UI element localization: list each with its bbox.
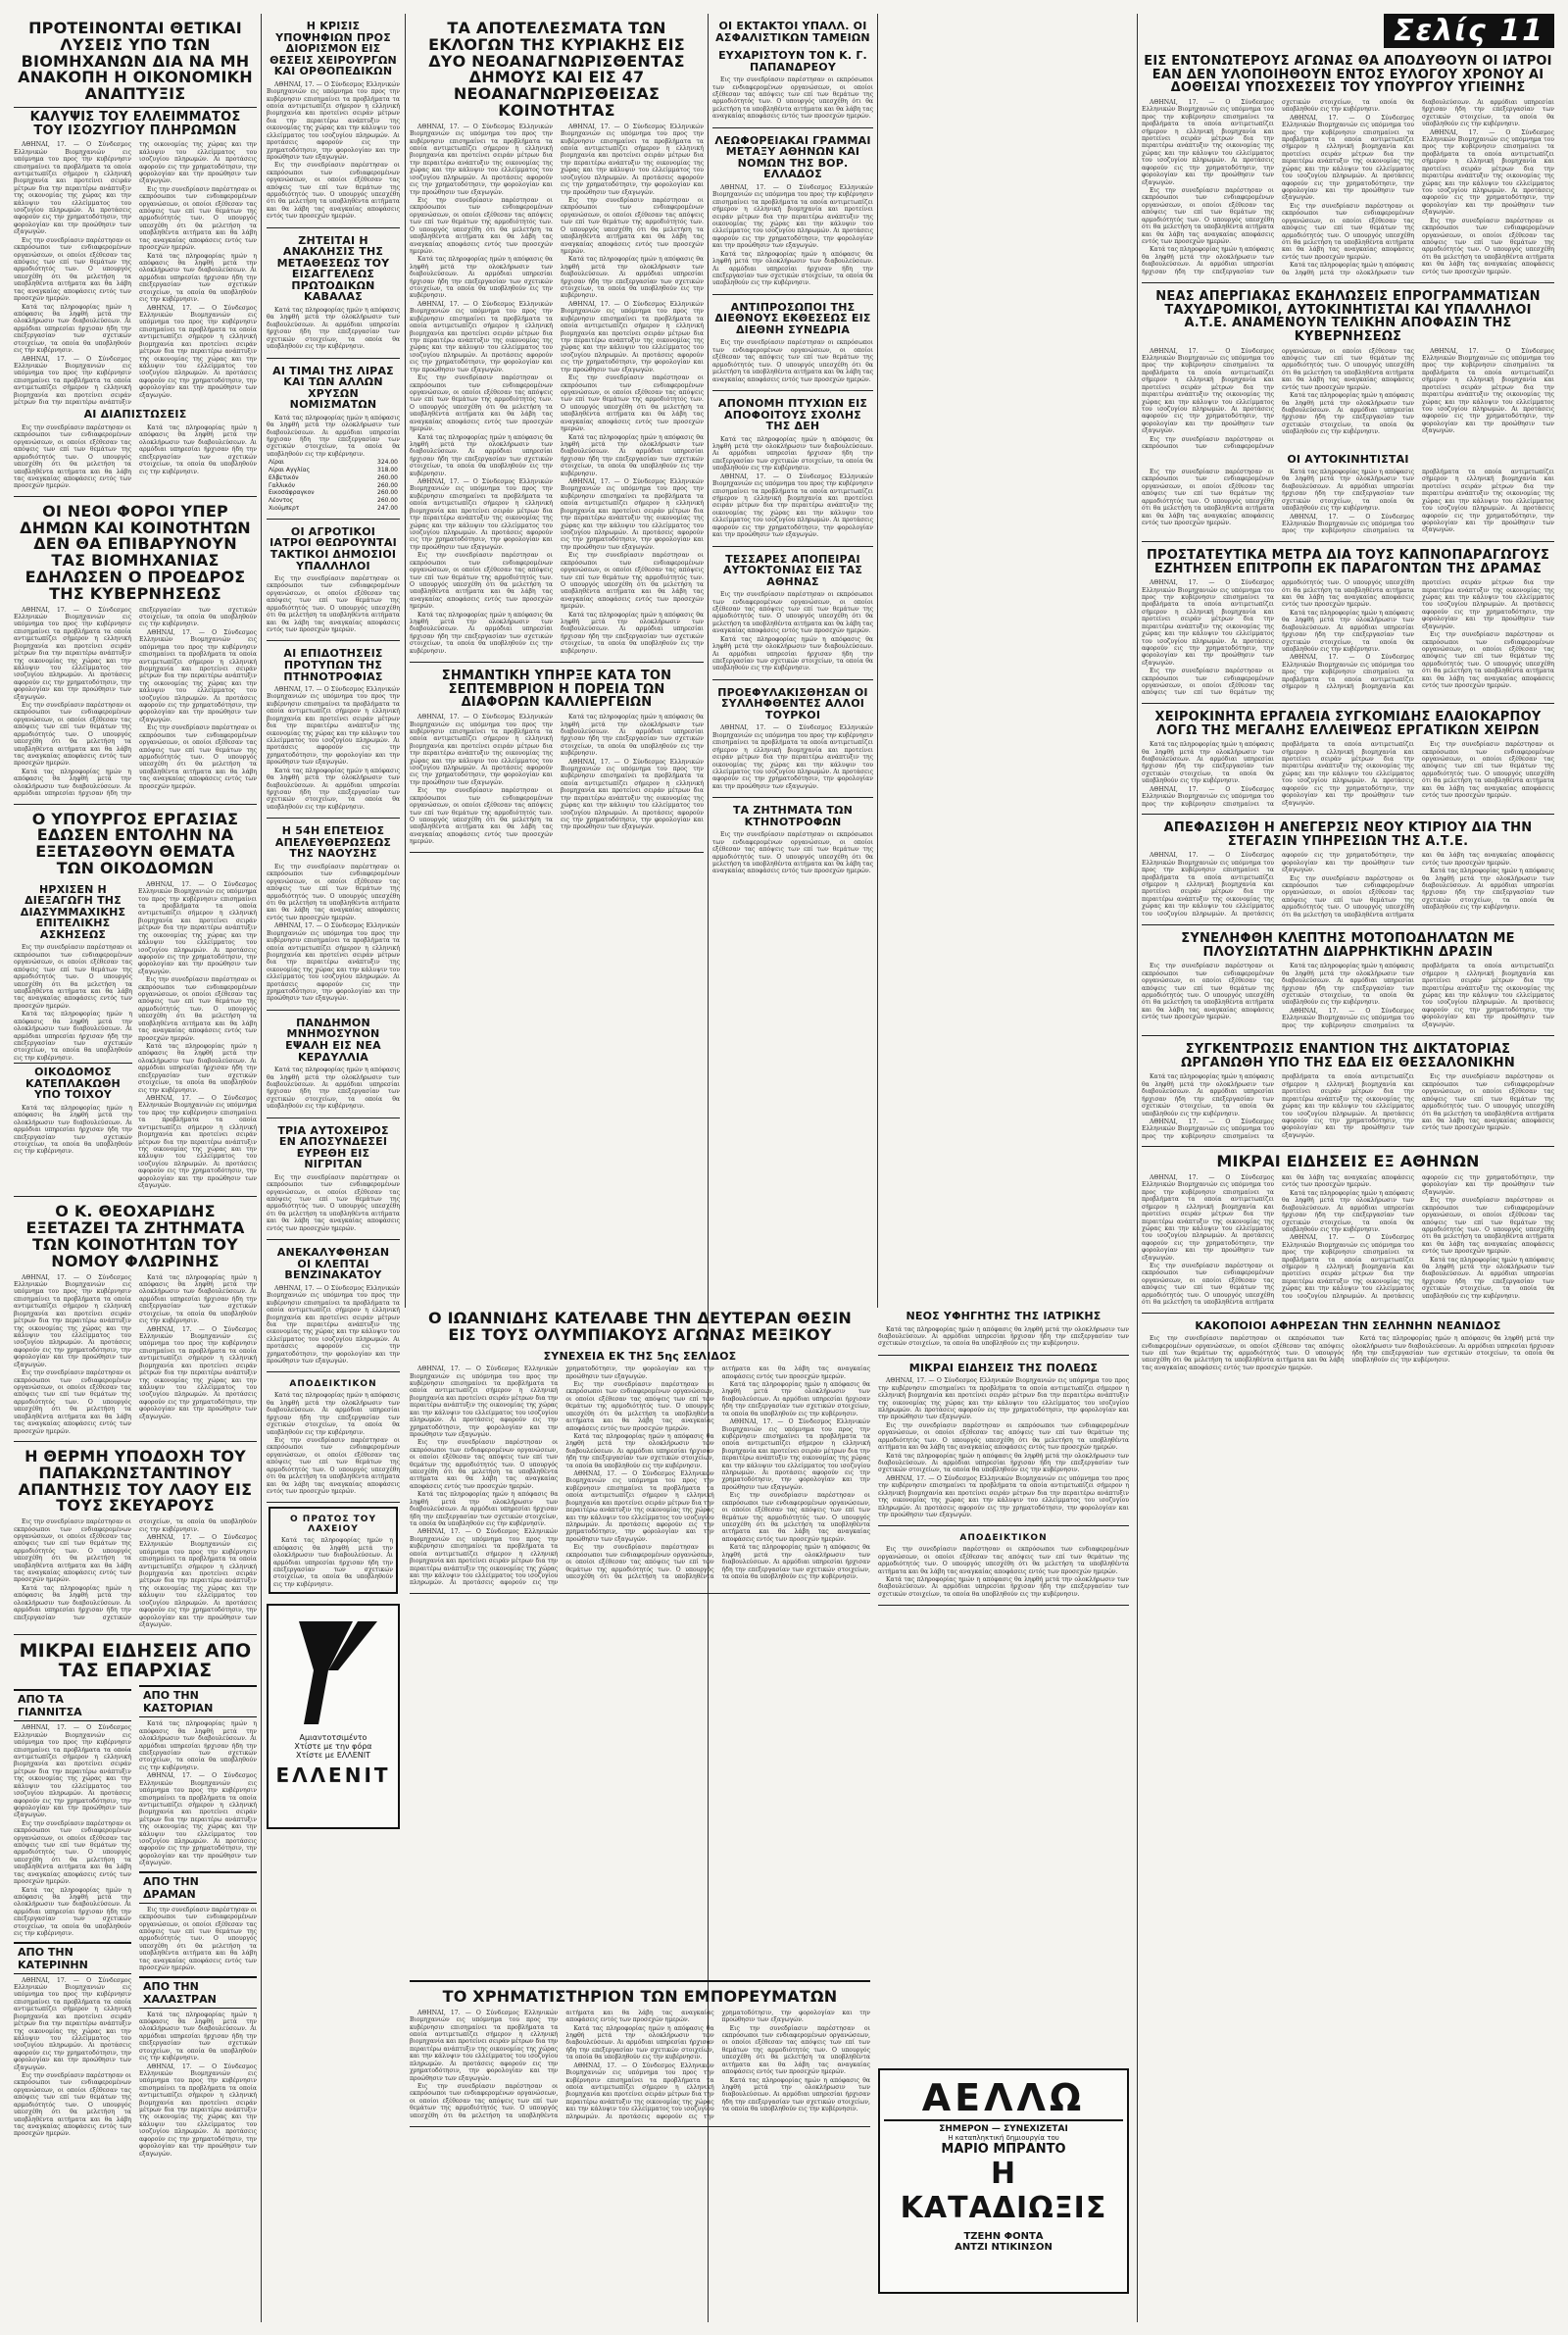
headline: ΤΟ ΧΡΗΜΑΤΙΣΤΗΡΙΟΝ ΤΩΝ ΕΜΠΟΡΕΥΜΑΤΩΝ bbox=[442, 1987, 838, 2006]
headline: ΠΡΟΕΦΥΛΑΚΙΣΘΗΣΑΝ ΟΙ ΣΥΛΛΗΦΘΕΝΤΕΣ ΑΛΛΟΙ ΤΟΥΡΚΟΙ bbox=[717, 685, 868, 721]
notice-title: ΑΠΟΔΕΙΚΤΙΚΟΝ bbox=[289, 1379, 377, 1390]
article-crops: ΣΗΜΑΝΤΙΚΗ ΥΠΗΡΞΕ ΚΑΤΑ ΤΟΝ ΣΕΠΤΕΜΒΡΙΟΝ Η ΠΟΡΕΙΑ ΤΩΝ ΔΙΑΦΟΡΩΝ ΚΑΛΛΙΕΡΓΕΙΩΝ ΑΘΗΝΑΙ, 17. — Ο Σύνδεσμος Ελληνικών Βιομηχανιών εις υπόμνημα του προς την κυβέρνησιν επισημαίνει τα προβλήματα τα οποία αντιμετωπίζει σήμερον η ελληνική βιομηχανία και προτείνει σειράν μέτρων δια την περαιτέρω ανάπτυξιν της οικονομίας της χώρας και την κάλυψιν του ελλείμματος του ισοζυγίου πληρωμών. Αι προτάσεις αφορούν εις την χρηματοδότησιν, την φορολογίαν και την προώθησιν των εξαγωγών. Εις την συνεδρίασιν παρέστησαν οι εκπρόσωποι των ενδιαφερομένων οργανώσεων, οι οποίοι εξέθεσαν τας απόψεις των επί των θεμάτων της αρμοδιότητός των. Ο υπουργός υπεσχέθη ότι θα μελετήση τα υποβληθέντα αιτήματα και θα λάβη τας αναγκαίας αποφάσεις εντός των προσεχών ημερών. Κατά τας πληροφορίας ημών η απόφασις θα ληφθή μετά την ολοκλήρωσιν των διαβουλεύσεων. Αι αρμόδιαι υπηρεσίαι ήρχισαν ήδη την επεξεργασίαν των σχετικών στοιχείων, τα οποία θα υποβληθούν εις την κυβέρνησιν. ΑΘΗΝΑΙ, 17. — Ο Σύνδεσμος Ελληνικών Βιομηχανιών εις υπόμνημα του προς την κυβέρνησιν επισημαίνει τα προβλήματα τα οποία αντιμετωπίζει σήμερον η ελληνική βιομηχανία και προτείνει σειράν μέτρων δια την περαιτέρω ανάπτυξιν της οικονομίας της χώρας και την κάλυψιν του ελλείμματος του ισοζυγίου πληρωμών. Αι προτάσεις αφορούν εις την χρηματοδότησιν, την φορολογίαν και την προώθησιν των εξαγωγών. bbox=[410, 663, 704, 853]
headline: ΠΑΝΔΗΜΟΝ ΜΝΗΜΟΣΥΝΟΝ ΕΨΑΛΗ ΕΙΣ ΝΕΑ ΚΕΡΔΥΛΛΙΑ bbox=[285, 1016, 381, 1064]
gold-price-table bbox=[267, 459, 400, 513]
section-head: ΑΠΟ ΤΗΝ ΚΑΣΤΟΡΙΑΝ bbox=[139, 1685, 257, 1717]
section-head: ΑΠΟ ΤΗΝ ΚΑΤΕΡΙΝΗΝ bbox=[14, 1942, 131, 1974]
headline: ΣΥΓΚΕΝΤΡΩΣΙΣ ΕΝΑΝΤΙΟΝ ΤΗΣ ΔΙΚΤΑΤΟΡΙΑΣ ΩΡΓΑΝΩΘΗ ΥΠΟ ΤΗΣ ΕΔΑ ΕΙΣ ΘΕΣΣΑΛΟΝΙΚΗΝ bbox=[1181, 1042, 1515, 1070]
article-eda: ΣΥΓΚΕΝΤΡΩΣΙΣ ΕΝΑΝΤΙΟΝ ΤΗΣ ΔΙΚΤΑΤΟΡΙΑΣ ΩΡΓΑΝΩΘΗ ΥΠΟ ΤΗΣ ΕΔΑ ΕΙΣ ΘΕΣΣΑΛΟΝΙΚΗΝ Κατά τας πληροφορίας ημών η απόφασις θα ληφθή μετά την ολοκλήρωσιν των διαβουλεύσεων. Αι αρμόδιαι υπηρεσίαι ήρχισαν ήδη την επεξεργασίαν των σχετικών στοιχείων, τα οποία θα υποβληθούν εις την κυβέρνησιν. ΑΘΗΝΑΙ, 17. — Ο Σύνδεσμος Ελληνικών Βιομηχανιών εις υπόμνημα του προς την κυβέρνησιν επισημαίνει τα προβλήματα τα οποία αντιμετωπίζει σήμερον η ελληνική βιομηχανία και προτείνει σειράν μέτρων δια την περαιτέρω ανάπτυξιν της οικονομίας της χώρας και την κάλυψιν του ελλείμματος του ισοζυγίου πληρωμών. Αι προτάσεις αφορούν εις την χρηματοδότησιν, την φορολογίαν και την προώθησιν των εξαγωγών. Εις την συνεδρίασιν παρέστησαν οι εκπρόσωποι των ενδιαφερομένων οργανώσεων, οι οποίοι εξέθεσαν τας απόψεις των επί των θεμάτων της αρμοδιότητός των. Ο υπουργός υπεσχέθη ότι θα μελετήση τα υποβληθέντα αιτήματα και θα λάβη τας αναγκαίας αποφάσεις εντός των προσεχών ημερών. bbox=[1142, 1036, 1554, 1147]
article-body: ΑΘΗΝΑΙ, 17. — Ο Σύνδεσμος Ελληνικών Βιομηχανιών εις υπόμνημα του προς την κυβέρνησιν επισημαίνει τα προβλήματα τα οποία αντιμετωπίζει σήμερον η ελληνική βιομηχανία και προτείνει σειράν μέτρων δια την περαιτέρω ανάπτυξιν της οικονομίας της χώρας και την κάλυψιν του ελλείμματος του ισοζυγίου πληρωμών. Αι προτάσεις αφορούν εις την χρηματοδότησιν, την φορολογίαν και την προώθησιν των εξαγωγών. Εις την συνεδρίασιν παρέστησαν οι εκπρόσωποι των ενδιαφερομένων οργανώσεων, οι οποίοι εξέθεσαν τας απόψεις των επί των θεμάτων της αρμοδιότητός των. Ο υπουργός υπεσχέθη ότι θα μελετήση τα υποβληθέντα αιτήματα και θα λάβη τας αναγκαίας αποφάσεις εντός των προσεχών ημερών. Κατά τας πληροφορίας ημών η απόφασις θα ληφθή μετά την ολοκλήρωσιν των διαβουλεύσεων. Αι αρμόδιαι υπηρεσίαι ήρχισαν ήδη την επεξεργασίαν των σχετικών στοιχείων, τα οποία θα υποβληθούν εις την κυβέρνησιν. ΑΘΗΝΑΙ, 17. — Ο Σύνδεσμος Ελληνικών Βιομηχανιών εις υπόμνημα του προς την κυβέρνησιν επισημαίνει τα προβλήματα τα οποία αντιμετωπίζει σήμερον η ελληνική βιομηχανία και προτείνει σειράν μέτρων δια την περαιτέρω ανάπτυξιν της οικονομίας της χώρας και την κάλυψιν του ελλείμματος του ισοζυγίου πληρωμών. Αι προτάσεις αφορούν εις την χρηματοδότησιν, την φορολογίαν και την προώθησιν των εξαγωγών. Εις την συνεδρίασιν παρέστησαν οι εκπρόσωποι των ενδιαφερομένων οργανώσεων, οι οποίοι εξέθεσαν τας απόψεις των επί των θεμάτων της αρμοδιότητός των. Ο υπουργός υπεσχέθη ότι θα μελετήση τα υποβληθέντα αιτήματα και θα λάβη τας αναγκαίας αποφάσεις εντός των προσεχών ημερών. Κατά τας πληροφορίας ημών η απόφασις θα ληφθή μετά την ολοκλήρωσιν των διαβουλεύσεων. Αι αρμόδιαι υπηρεσίαι ήρχισαν ήδη την επεξεργασίαν των σχετικών στοιχείων, τα οποία θα υποβληθούν εις την κυβέρνησιν. ΑΘΗΝΑΙ, 17. — Ο Σύνδεσμος Ελληνικών Βιομηχανιών εις υπόμνημα του προς την κυβέρνησιν επισημαίνει τα προβλήματα τα οποία αντιμετωπίζει σήμερον η ελληνική βιομηχανία και προτείνει σειράν μέτρων δια την περαιτέρω ανάπτυξιν της οικονομίας της χώρας και την κάλυψιν του ελλείμματος του ισοζυγίου πληρωμών. Αι προτάσεις αφορούν εις την χρηματοδότησιν, την φορολογίαν και την προώθησιν των εξαγωγών. bbox=[14, 141, 257, 407]
article-poultry: ΑΙ ΕΠΙΔΟΤΗΣΕΙΣ ΠΡΟΤΥΠΩΝ ΤΗΣ ΠΤΗΝΟΤΡΟΦΙΑΣ ΑΘΗΝΑΙ, 17. — Ο Σύνδεσμος Ελληνικών Βιομηχανιών εις υπόμνημα του προς την κυβέρνησιν επισημαίνει τα προβλήματα τα οποία αντιμετωπίζει σήμερον η ελληνική βιομηχανία και προτείνει σειράν μέτρων δια την περαιτέρω ανάπτυξιν της οικονομίας της χώρας και την κάλυψιν του ελλείμματος του ισοζυγίου πληρωμών. Αι προτάσεις αφορούν εις την χρηματοδότησιν, την φορολογίαν και την προώθησιν των εξαγωγών. Κατά τας πληροφορίας ημών η απόφασις θα ληφθή μετά την ολοκλήρωσιν των διαβουλεύσεων. Αι αρμόδιαι υπηρεσίαι ήρχισαν ήδη την επεξεργασίαν των σχετικών στοιχείων, τα οποία θα υποβληθούν εις την κυβέρνησιν. bbox=[267, 641, 400, 819]
column-1 bbox=[14, 14, 257, 2322]
city-column bbox=[878, 1304, 1129, 1606]
ad-cast: ΑΝΤΖΙ ΝΤΙΚΙΝΣΟΝ bbox=[955, 2242, 1053, 2253]
ad-cast: ΤΖΕΗΝ ΦΟΝΤΑ bbox=[963, 2231, 1044, 2242]
subheadline: ΚΑΛΥΨΙΣ ΤΟΥ ΕΛΛΕΙΜΜΑΤΟΣ ΤΟΥ ΙΣΟΖΥΓΙΟΥ ΠΛΗΡΩΜΩΝ bbox=[14, 107, 257, 141]
table-row: Χιούμπερτ 247.00 bbox=[269, 505, 398, 513]
headline: ΣΗΜΑΝΤΙΚΗ ΥΠΗΡΞΕ ΚΑΤΑ ΤΟΝ ΣΕΠΤΕΜΒΡΙΟΝ Η ΠΟΡΕΙΑ ΤΩΝ ΔΙΑΦΟΡΩΝ ΚΑΛΛΙΕΡΓΕΙΩΝ bbox=[441, 669, 672, 711]
article-industry: ΠΡΟΤΕΙΝΟΝΤΑΙ ΘΕΤΙΚΑΙ ΛΥΣΕΙΣ ΥΠΟ ΤΩΝ ΒΙΟΜΗΧΑΝΩΝ ΔΙΑ ΝΑ ΜΗ ΑΝΑΚΟΠΗ Η ΟΙΚΟΝΟΜΙΚΗ ΑΝΑΠΤΥΞΙΣ ΚΑΛΥΨΙΣ ΤΟΥ ΕΛΛΕΙΜΜΑΤΟΣ ΤΟΥ ΙΣΟΖΥΓΙΟΥ ΠΛΗΡΩΜΩΝ ΑΘΗΝΑΙ, 17. — Ο Σύνδεσμος Ελληνικών Βιομηχανιών εις υπόμνημα του προς την κυβέρνησιν επισημαίνει τα προβλήματα τα οποία αντιμετωπίζει σήμερον η ελληνική βιομηχανία και προτείνει σειράν μέτρων δια την περαιτέρω ανάπτυξιν της οικονομίας της χώρας και την κάλυψιν του ελλείμματος του ισοζυγίου πληρωμών. Αι προτάσεις αφορούν εις την χρηματοδότησιν, την φορολογίαν και την προώθησιν των εξαγωγών. Εις την συνεδρίασιν παρέστησαν οι εκπρόσωποι των ενδιαφερομένων οργανώσεων, οι οποίοι εξέθεσαν τας απόψεις των επί των θεμάτων της αρμοδιότητός των. Ο υπουργός υπεσχέθη ότι θα μελετήση τα υποβληθέντα αιτήματα και θα λάβη τας αναγκαίας αποφάσεις εντός των προσεχών ημερών. Κατά τας πληροφορίας ημών η απόφασις θα ληφθή μετά την ολοκλήρωσιν των διαβουλεύσεων. Αι αρμόδιαι υπηρεσίαι ήρχισαν ήδη την επεξεργασίαν των σχετικών στοιχείων, τα οποία θα υποβληθούν εις την κυβέρνησιν. ΑΘΗΝΑΙ, 17. — Ο Σύνδεσμος Ελληνικών Βιομηχανιών εις υπόμνημα του προς την κυβέρνησιν επισημαίνει τα προβλήματα τα οποία αντιμετωπίζει σήμερον η ελληνική βιομηχανία και προτείνει σειράν μέτρων δια την περαιτέρω ανάπτυξιν της οικονομίας της χώρας και την κάλυψιν του ελλείμματος του ισοζυγίου πληρωμών. Αι προτάσεις αφορούν εις την χρηματοδότησιν, την φορολογίαν και την προώθησιν των εξαγωγών. Εις την συνεδρίασιν παρέστησαν οι εκπρόσωποι των ενδιαφερομένων οργανώσεων, οι οποίοι εξέθεσαν τας απόψεις των επί των θεμάτων της αρμοδιότητός των. Ο υπουργός υπεσχέθη ότι θα μελετήση τα υποβληθέντα αιτήματα και θα λάβη τας αναγκαίας αποφάσεις εντός των προσεχών ημερών. Κατά τας πληροφορίας ημών η απόφασις θα ληφθή μετά την ολοκλήρωσιν των διαβουλεύσεων. Αι αρμόδιαι υπηρεσίαι ήρχισαν ήδη την επεξεργασίαν των σχετικών στοιχείων, τα οποία θα υποβληθούν εις την κυβέρνησιν. ΑΘΗΝΑΙ, 17. — Ο Σύνδεσμος Ελληνικών Βιομηχανιών εις υπόμνημα του προς την κυβέρνησιν επισημαίνει τα προβλήματα τα οποία αντιμετωπίζει σήμερον η ελληνική βιομηχανία και προτείνει σειράν μέτρων δια την περαιτέρω ανάπτυξιν της οικονομίας της χώρας και την κάλυψιν του ελλείμματος του ισοζυγίου πληρωμών. Αι προτάσεις αφορούν εις την χρηματοδότησιν, την φορολογίαν και την προώθησιν των εξαγωγών. ΑΙ ΔΙΑΠΙΣΤΩΣΕΙΣ Εις την συνεδρίασιν παρέστησαν οι εκπρόσωποι των ενδιαφερομένων οργανώσεων, οι οποίοι εξέθεσαν τας απόψεις των επί των θεμάτων της αρμοδιότητός των. Ο υπουργός υπεσχέθη ότι θα μελετήση τα υποβληθέντα αιτήματα και θα λάβη τας αναγκαίας αποφάσεις εντός των προσεχών ημερών. Κατά τας πληροφορίας ημών η απόφασις θα ληφθή μετά την ολοκλήρωσιν των διαβουλεύσεων. Αι αρμόδιαι υπηρεσίαι ήρχισαν ήδη την επεξεργασίαν των σχετικών στοιχείων, τα οποία θα υποβληθούν εις την κυβέρνησιν. bbox=[14, 14, 257, 497]
ad-brand: ΕΛΛΕΝΙΤ bbox=[275, 1764, 391, 1788]
headline: ΑΝΤΙΠΡΟΣΩΠΟΙ ΤΗΣ ΔΙΕΘΝΟΥΣ ΕΚΘΕΣΕΩΣ ΕΙΣ ΔΙΕΘΝΗ ΣΥΝΕΔΡΙΑ bbox=[714, 300, 871, 336]
headline: ΚΑΚΟΠΟΙΟΙ ΑΦΗΡΕΣΑΝ ΤΗΝ ΣΕΛΗΝΗΝ ΝΕΑΝΙΔΟΣ bbox=[1195, 1318, 1501, 1332]
article-naousa: Η 54Η ΕΠΕΤΕΙΟΣ ΑΠΕΛΕΥΘΕΡΩΣΕΩΣ ΤΗΣ ΝΑΟΥΣΗΣ Εις την συνεδρίασιν παρέστησαν οι εκπρόσωποι των ενδιαφερομένων οργανώσεων, οι οποίοι εξέθεσαν τας απόψεις των επί των θεμάτων της αρμοδιότητός των. Ο υπουργός υπεσχέθη ότι θα μελετήση τα υποβληθέντα αιτήματα και θα λάβη τας αναγκαίας αποφάσεις εντός των προσεχών ημερών. ΑΘΗΝΑΙ, 17. — Ο Σύνδεσμος Ελληνικών Βιομηχανιών εις υπόμνημα του προς την κυβέρνησιν επισημαίνει τα προβλήματα τα οποία αντιμετωπίζει σήμερον η ελληνική βιομηχανία και προτείνει σειράν μέτρων δια την περαιτέρω ανάπτυξιν της οικονομίας της χώρας και την κάλυψιν του ελλείμματος του ισοζυγίου πληρωμών. Αι προτάσεις αφορούν εις την χρηματοδότησιν, την φορολογίαν και την προώθησιν των εξαγωγών. bbox=[267, 819, 400, 1011]
headline: ΤΑ ΑΠΟΤΕΛΕΣΜΑΤΑ ΤΩΝ ΕΚΛΟΓΩΝ ΤΗΣ ΚΥΡΙΑΚΗΣ ΕΙΣ ΔΥΟ ΝΕΟΑΝΑΓΝΩΡΙΣΘΕΝΤΑΣ ΔΗΜΟΥΣ ΚΑΙ ΕΙΣ 47 ΝΕΟΑΝΑΓΝΩΡΙΣΘΕΙΣΑΣ ΚΟΙΝΟΤΗΤΑΣ bbox=[428, 19, 685, 120]
table-row: Ελβετικόν 260.00 bbox=[269, 473, 398, 481]
article-prosecutor: ΖΗΤΕΙΤΑΙ Η ΑΝΑΚΛΗΣΙΣ ΤΗΣ ΜΕΤΑΘΕΣΕΩΣ ΤΟΥ ΕΙΣΑΓΓΕΛΕΩΣ ΠΡΩΤΟΔΙΚΩΝ ΚΑΒΑΛΑΣ Κατά τας πληροφορίας ημών η απόφασις θα ληφθή μετά την ολοκλήρωσιν των διαβουλεύσεων. Αι αρμόδιαι υπηρεσίαι ήρχισαν ήδη την επεξεργασίαν των σχετικών στοιχείων, τα οποία θα υποβληθούν εις την κυβέρνησιν. bbox=[267, 228, 400, 359]
article-provinces: ΜΙΚΡΑΙ ΕΙΔΗΣΕΙΣ ΑΠΟ ΤΑΣ ΕΠΑΡΧΙΑΣ ΑΠΟ ΤΑ ΓΙΑΝΝΙΤΣΑ ΑΘΗΝΑΙ, 17. — Ο Σύνδεσμος Ελληνικών Βιομηχανιών εις υπόμνημα του προς την κυβέρνησιν επισημαίνει τα προβλήματα τα οποία αντιμετωπίζει σήμερον η ελληνική βιομηχανία και προτείνει σειράν μέτρων δια την περαιτέρω ανάπτυξιν της οικονομίας της χώρας και την κάλυψιν του ελλείμματος του ισοζυγίου πληρωμών. Αι προτάσεις αφορούν εις την χρηματοδότησιν, την φορολογίαν και την προώθησιν των εξαγωγών. Εις την συνεδρίασιν παρέστησαν οι εκπρόσωποι των ενδιαφερομένων οργανώσεων, οι οποίοι εξέθεσαν τας απόψεις των επί των θεμάτων της αρμοδιότητός των. Ο υπουργός υπεσχέθη ότι θα μελετήση τα υποβληθέντα αιτήματα και θα λάβη τας αναγκαίας αποφάσεις εντός των προσεχών ημερών. Κατά τας πληροφορίας ημών η απόφασις θα ληφθή μετά την ολοκλήρωσιν των διαβουλεύσεων. Αι αρμόδιαι υπηρεσίαι ήρχισαν ήδη την επεξεργασίαν των σχετικών στοιχείων, τα οποία θα υποβληθούν εις την κυβέρνησιν. ΑΠΟ ΤΗΝ ΚΑΤΕΡΙΝΗΝ ΑΘΗΝΑΙ, 17. — Ο Σύνδεσμος Ελληνικών Βιομηχανιών εις υπόμνημα του προς την κυβέρνησιν επισημαίνει τα προβλήματα τα οποία αντιμετωπίζει σήμερον η ελληνική βιομηχανία και προτείνει σειράν μέτρων δια την περαιτέρω ανάπτυξιν της οικονομίας της χώρας και την κάλυψιν του ελλείμματος του ισοζυγίου πληρωμών. Αι προτάσεις αφορούν εις την χρηματοδότησιν, την φορολογίαν και την προώθησιν των εξαγωγών. Εις την συνεδρίασιν παρέστησαν οι εκπρόσωποι των ενδιαφερομένων οργανώσεων, οι οποίοι εξέθεσαν τας απόψεις των επί των θεμάτων της αρμοδιότητός των. Ο υπουργός υπεσχέθη ότι θα μελετήση τα υποβληθέντα αιτήματα και θα λάβη τας αναγκαίας αποφάσεις εντός των προσεχών ημερών. ΑΠΟ ΤΗΝ ΚΑΣΤΟΡΙΑΝ Κατά τας πληροφορίας ημών η απόφασις θα ληφθή μετά την ολοκλήρωσιν των διαβουλεύσεων. Αι αρμόδιαι υπηρεσίαι ήρχισαν ήδη την επεξεργασίαν των σχετικών στοιχείων, τα οποία θα υποβληθούν εις την κυβέρνησιν. ΑΘΗΝΑΙ, 17. — Ο Σύνδεσμος Ελληνικών Βιομηχανιών εις υπόμνημα του προς την κυβέρνησιν επισημαίνει τα προβλήματα τα οποία αντιμετωπίζει σήμερον η ελληνική βιομηχανία και προτείνει σειράν μέτρων δια την περαιτέρω ανάπτυξιν της οικονομίας της χώρας και την κάλυψιν του ελλείμματος του ισοζυγίου πληρωμών. Αι προτάσεις αφορούν εις την χρηματοδότησιν, την φορολογίαν και την προώθησιν των εξαγωγών. ΑΠΟ ΤΗΝ ΔΡΑΜΑΝ Εις την συνεδρίασιν παρέστησαν οι εκπρόσωποι των ενδιαφερομένων οργανώσεων, οι οποίοι εξέθεσαν τας απόψεις των επί των θεμάτων της αρμοδιότητός των. Ο υπουργός υπεσχέθη ότι θα μελετήση τα υποβληθέντα αιτήματα και θα λάβη τας αναγκαίας αποφάσεις εντός των προσεχών ημερών. ΑΠΟ ΤΗΝ ΧΑΛΑΣΤΡΑΝ Κατά τας πληροφορίας ημών η απόφασις θα ληφθή μετά την ολοκλήρωσιν των διαβουλεύσεων. Αι αρμόδιαι υπηρεσίαι ήρχισαν ήδη την επεξεργασίαν των σχετικών στοιχείων, τα οποία θα υποβληθούν εις την κυβέρνησιν. ΑΘΗΝΑΙ, 17. — Ο Σύνδεσμος Ελληνικών Βιομηχανιών εις υπόμνημα του προς την κυβέρνησιν επισημαίνει τα προβλήματα τα οποία αντιμετωπίζει σήμερον η ελληνική βιομηχανία και προτείνει σειράν μέτρων δια την περαιτέρω ανάπτυξιν της οικονομίας της χώρας και την κάλυψιν του ελλείμματος του ισοζυγίου πληρωμών. Αι προτάσεις αφορούν εις την χρηματοδότησιν, την φορολογίαν και την προώθησιν των εξαγωγών. bbox=[14, 1640, 257, 2158]
article-ate-building: ΑΠΕΦΑΣΙΣΘΗ Η ΑΝΕΓΕΡΣΙΣ ΝΕΟΥ ΚΤΙΡΙΟΥ ΔΙΑ ΤΗΝ ΣΤΕΓΑΣΙΝ ΥΠΗΡΕΣΙΩΝ ΤΗΣ Α.Τ.Ε. ΑΘΗΝΑΙ, 17. — Ο Σύνδεσμος Ελληνικών Βιομηχανιών εις υπόμνημα του προς την κυβέρνησιν επισημαίνει τα προβλήματα τα οποία αντιμετωπίζει σήμερον η ελληνική βιομηχανία και προτείνει σειράν μέτρων δια την περαιτέρω ανάπτυξιν της οικονομίας της χώρας και την κάλυψιν του ελλείμματος του ισοζυγίου πληρωμών. Αι προτάσεις αφορούν εις την χρηματοδότησιν, την φορολογίαν και την προώθησιν των εξαγωγών. Εις την συνεδρίασιν παρέστησαν οι εκπρόσωποι των ενδιαφερομένων οργανώσεων, οι οποίοι εξέθεσαν τας απόψεις των επί των θεμάτων της αρμοδιότητός των. Ο υπουργός υπεσχέθη ότι θα μελετήση τα υποβληθέντα αιτήματα και θα λάβη τας αναγκαίας αποφάσεις εντός των προσεχών ημερών. Κατά τας πληροφορίας ημών η απόφασις θα ληφθή μετά την ολοκλήρωσιν των διαβουλεύσεων. Αι αρμόδιαι υπηρεσίαι ήρχισαν ήδη την επεξεργασίαν των σχετικών στοιχείων, τα οποία θα υποβληθούν εις την κυβέρνησιν. bbox=[1142, 815, 1554, 925]
headline: ΟΙ ΑΓΡΟΤΙΚΟΙ ΙΑΤΡΟΙ ΘΕΩΡΟΥΝΤΑΙ ΤΑΚΤΙΚΟΙ ΔΗΜΟΣΙΟΙ ΥΠΑΛΛΗΛΟΙ bbox=[270, 524, 397, 572]
article-papakonstantinou: Η ΘΕΡΜΗ ΥΠΟΔΟΧΗ ΤΟΥ ΠΑΠΑΚΩΝΣΤΑΝΤΙΝΟΥ ΑΠΑΝΤΗΣΙΣ ΤΟΥ ΛΑΟΥ ΕΙΣ ΤΟΥΣ ΣΚΕΥΑΡΟΥΣ Εις την συνεδρίασιν παρέστησαν οι εκπρόσωποι των ενδιαφερομένων οργανώσεων, οι οποίοι εξέθεσαν τας απόψεις των επί των θεμάτων της αρμοδιότητός των. Ο υπουργός υπεσχέθη ότι θα μελετήση τα υποβληθέντα αιτήματα και θα λάβη τας αναγκαίας αποφάσεις εντός των προσεχών ημερών. Κατά τας πληροφορίας ημών η απόφασις θα ληφθή μετά την ολοκλήρωσιν των διαβουλεύσεων. Αι αρμόδιαι υπηρεσίαι ήρχισαν ήδη την επεξεργασίαν των σχετικών στοιχείων, τα οποία θα υποβληθούν εις την κυβέρνησιν. ΑΘΗΝΑΙ, 17. — Ο Σύνδεσμος Ελληνικών Βιομηχανιών εις υπόμνημα του προς την κυβέρνησιν επισημαίνει τα προβλήματα τα οποία αντιμετωπίζει σήμερον η ελληνική βιομηχανία και προτείνει σειράν μέτρων δια την περαιτέρω ανάπτυξιν της οικονομίας της χώρας και την κάλυψιν του ελλείμματος του ισοζυγίου πληρωμών. Αι προτάσεις αφορούν εις την χρηματοδότησιν, την φορολογίαν και την προώθησιν των εξαγωγών. bbox=[14, 1442, 257, 1636]
headline: ΑΠΕΦΑΣΙΣΘΗ Η ΑΝΕΓΕΡΣΙΣ ΝΕΟΥ ΚΤΙΡΙΟΥ ΔΙΑ ΤΗΝ ΣΤΕΓΑΣΙΝ ΥΠΗΡΕΣΙΩΝ ΤΗΣ Α.Τ.Ε. bbox=[1163, 820, 1533, 849]
section-head: ΟΙ ΑΥΤΟΚΙΝΗΤΙΣΤΑΙ bbox=[1287, 452, 1409, 466]
article-insurance-staff: ΟΙ ΕΚΤΑΚΤΟΙ ΥΠΑΛΛ. ΟΙ ΑΣΦΑΛΙΣΤΙΚΩΝ ΤΑΜΕΙΩΝ ΕΥΧΑΡΙΣΤΟΥΝ ΤΟΝ Κ. Γ. ΠΑΠΑΝΔΡΕΟΥ Εις την συνεδρίασιν παρέστησαν οι εκπρόσωποι των ενδιαφερομένων οργανώσεων, οι οποίοι εξέθεσαν τας απόψεις των επί των θεμάτων της αρμοδιότητός των. Ο υπουργός υπεσχέθη ότι θα μελετήση τα υποβληθέντα αιτήματα και θα λάβη τας αναγκαίας αποφάσεις εντός των προσεχών ημερών. bbox=[712, 14, 873, 128]
article-olympics: Ο ΙΩΑΝΝΙΔΗΣ ΚΑΤΕΛΑΒΕ ΤΗΝ ΔΕΥΤΕΡΑΝ ΘΕΣΙΝ ΕΙΣ ΤΟΥΣ ΟΛΥΜΠΙΑΚΟΥΣ ΑΓΩΝΑΣ ΜΕΞΙΚΟΥ ΣΥΝΕΧΕΙΑ ΕΚ ΤΗΣ 5ης ΣΕΛΙΔΟΣ ΑΘΗΝΑΙ, 17. — Ο Σύνδεσμος Ελληνικών Βιομηχανιών εις υπόμνημα του προς την κυβέρνησιν επισημαίνει τα προβλήματα τα οποία αντιμετωπίζει σήμερον η ελληνική βιομηχανία και προτείνει σειράν μέτρων δια την περαιτέρω ανάπτυξιν της οικονομίας της χώρας και την κάλυψιν του ελλείμματος του ισοζυγίου πληρωμών. Αι προτάσεις αφορούν εις την χρηματοδότησιν, την φορολογίαν και την προώθησιν των εξαγωγών. Εις την συνεδρίασιν παρέστησαν οι εκπρόσωποι των ενδιαφερομένων οργανώσεων, οι οποίοι εξέθεσαν τας απόψεις των επί των θεμάτων της αρμοδιότητός των. Ο υπουργός υπεσχέθη ότι θα μελετήση τα υποβληθέντα αιτήματα και θα λάβη τας αναγκαίας αποφάσεις εντός των προσεχών ημερών. Κατά τας πληροφορίας ημών η απόφασις θα ληφθή μετά την ολοκλήρωσιν των διαβουλεύσεων. Αι αρμόδιαι υπηρεσίαι ήρχισαν ήδη την επεξεργασίαν των σχετικών στοιχείων, τα οποία θα υποβληθούν εις την κυβέρνησιν. ΑΘΗΝΑΙ, 17. — Ο Σύνδεσμος Ελληνικών Βιομηχανιών εις υπόμνημα του προς την κυβέρνησιν επισημαίνει τα προβλήματα τα οποία αντιμετωπίζει σήμερον η ελληνική βιομηχανία και προτείνει σειράν μέτρων δια την περαιτέρω ανάπτυξιν της οικονομίας της χώρας και την κάλυψιν του ελλείμματος του ισοζυγίου πληρωμών. Αι προτάσεις αφορούν εις την χρηματοδότησιν, την φορολογίαν και την προώθησιν των εξαγωγών. Εις την συνεδρίασιν παρέστησαν οι εκπρόσωποι των ενδιαφερομένων οργανώσεων, οι οποίοι εξέθεσαν τας απόψεις των επί των θεμάτων της αρμοδιότητός των. Ο υπουργός υπεσχέθη ότι θα μελετήση τα υποβληθέντα αιτήματα και θα λάβη τας αναγκαίας αποφάσεις εντός των προσεχών ημερών. Κατά τας πληροφορίας ημών η απόφασις θα ληφθή μετά την ολοκλήρωσιν των διαβουλεύσεων. Αι αρμόδιαι υπηρεσίαι ήρχισαν ήδη την επεξεργασίαν των σχετικών στοιχείων, τα οποία θα υποβληθούν εις την κυβέρνησιν. ΑΘΗΝΑΙ, 17. — Ο Σύνδεσμος Ελληνικών Βιομηχανιών εις υπόμνημα του προς την κυβέρνησιν επισημαίνει τα προβλήματα τα οποία αντιμετωπίζει σήμερον η ελληνική βιομηχανία και προτείνει σειράν μέτρων δια την περαιτέρω ανάπτυξιν της οικονομίας της χώρας και την κάλυψιν του ελλείμματος του ισοζυγίου πληρωμών. Αι προτάσεις αφορούν εις την χρηματοδότησιν, την φορολογίαν και την προώθησιν των εξαγωγών. Εις την συνεδρίασιν παρέστησαν οι εκπρόσωποι των ενδιαφερομένων οργανώσεων, οι οποίοι εξέθεσαν τας απόψεις των επί των θεμάτων της αρμοδιότητός των. Ο υπουργός υπεσχέθη ότι θα μελετήση τα υποβληθέντα αιτήματα και θα λάβη τας αναγκαίας αποφάσεις εντός των προσεχών ημερών. Κατά τας πληροφορίας ημών η απόφασις θα ληφθή μετά την ολοκλήρωσιν των διαβουλεύσεων. Αι αρμόδιαι υπηρεσίαι ήρχισαν ήδη την επεξεργασίαν των σχετικών στοιχείων, τα οποία θα υποβληθούν εις την κυβέρνησιν. ΑΘΗΝΑΙ, 17. — Ο Σύνδεσμος Ελληνικών Βιομηχανιών εις υπόμνημα του προς την κυβέρνησιν επισημαίνει τα προβλήματα τα οποία αντιμετωπίζει σήμερον η ελληνική βιομηχανία και προτείνει σειράν μέτρων δια την περαιτέρω ανάπτυξιν της οικονομίας της χώρας και την κάλυψιν του ελλείμματος του ισοζυγίου πληρωμών. Αι προτάσεις αφορούν εις την χρηματοδότησιν, την φορολογίαν και την προώθησιν των εξαγωγών. Εις την συνεδρίασιν παρέστησαν οι εκπρόσωποι των ενδιαφερομένων οργανώσεων, οι οποίοι εξέθεσαν τας απόψεις των επί των θεμάτων της αρμοδιότητός των. Ο υπουργός υπεσχέθη ότι θα μελετήση τα υποβληθέντα αιτήματα και θα λάβη τας αναγκαίας αποφάσεις εντός των προσεχών ημερών. Κατά τας πληροφορίας ημών η απόφασις θα ληφθή μετά την ολοκλήρωσιν των διαβουλεύσεων. Αι αρμόδιαι υπηρεσίαι ήρχισαν ήδη την επεξεργασίαν των σχετικών στοιχείων, τα οποία θα υποβληθούν εις την κυβέρνησιν. bbox=[410, 1304, 870, 1594]
headline: ΑΙ ΤΙΜΑΙ ΤΗΣ ΛΙΡΑΣ ΚΑΙ ΤΩΝ ΑΛΛΩΝ ΧΡΥΣΩΝ ΝΟΜΙΣΜΑΤΩΝ bbox=[272, 364, 394, 412]
article-athens-news: ΜΙΚΡΑΙ ΕΙΔΗΣΕΙΣ ΕΞ ΑΘΗΝΩΝ ΑΘΗΝΑΙ, 17. — Ο Σύνδεσμος Ελληνικών Βιομηχανιών εις υπόμνημα του προς την κυβέρνησιν επισημαίνει τα προβλήματα τα οποία αντιμετωπίζει σήμερον η ελληνική βιομηχανία και προτείνει σειράν μέτρων δια την περαιτέρω ανάπτυξιν της οικονομίας της χώρας και την κάλυψιν του ελλείμματος του ισοζυγίου πληρωμών. Αι προτάσεις αφορούν εις την χρηματοδότησιν, την φορολογίαν και την προώθησιν των εξαγωγών. Εις την συνεδρίασιν παρέστησαν οι εκπρόσωποι των ενδιαφερομένων οργανώσεων, οι οποίοι εξέθεσαν τας απόψεις των επί των θεμάτων της αρμοδιότητός των. Ο υπουργός υπεσχέθη ότι θα μελετήση τα υποβληθέντα αιτήματα και θα λάβη τας αναγκαίας αποφάσεις εντός των προσεχών ημερών. Κατά τας πληροφορίας ημών η απόφασις θα ληφθή μετά την ολοκλήρωσιν των διαβουλεύσεων. Αι αρμόδιαι υπηρεσίαι ήρχισαν ήδη την επεξεργασίαν των σχετικών στοιχείων, τα οποία θα υποβληθούν εις την κυβέρνησιν. ΑΘΗΝΑΙ, 17. — Ο Σύνδεσμος Ελληνικών Βιομηχανιών εις υπόμνημα του προς την κυβέρνησιν επισημαίνει τα προβλήματα τα οποία αντιμετωπίζει σήμερον η ελληνική βιομηχανία και προτείνει σειράν μέτρων δια την περαιτέρω ανάπτυξιν της οικονομίας της χώρας και την κάλυψιν του ελλείμματος του ισοζυγίου πληρωμών. Αι προτάσεις αφορούν εις την χρηματοδότησιν, την φορολογίαν και την προώθησιν των εξαγωγών. Εις την συνεδρίασιν παρέστησαν οι εκπρόσωποι των ενδιαφερομένων οργανώσεων, οι οποίοι εξέθεσαν τας απόψεις των επί των θεμάτων της αρμοδιότητός των. Ο υπουργός υπεσχέθη ότι θα μελετήση τα υποβληθέντα αιτήματα και θα λάβη τας αναγκαίας αποφάσεις εντός των προσεχών ημερών. Κατά τας πληροφορίας ημών η απόφασις θα ληφθή μετά την ολοκλήρωσιν των διαβουλεύσεων. Αι αρμόδιαι υπηρεσίαι ήρχισαν ήδη την επεξεργασίαν των σχετικών στοιχείων, τα οποία θα υποβληθούν εις την κυβέρνησιν. bbox=[1142, 1147, 1554, 1313]
page-number-box bbox=[1142, 14, 1554, 48]
article-doctors: ΕΙΣ ΕΝΤΟΝΩΤΕΡΟΥΣ ΑΓΩΝΑΣ ΘΑ ΑΠΟΔΥΘΟΥΝ ΟΙ ΙΑΤΡΟΙ ΕΑΝ ΔΕΝ ΥΛΟΠΟΙΗΘΟΥΝ ΕΝΤΟΣ ΕΥΛΟΓΟΥ ΧΡΟΝΟΥ ΑΙ ΔΟΘΕΙΣΑΙ ΥΠΟΣΧΕΣΕΙΣ ΤΟΥ ΥΠΟΥΡΓΟΥ ΥΓΙΕΙΝΗΣ ΑΘΗΝΑΙ, 17. — Ο Σύνδεσμος Ελληνικών Βιομηχανιών εις υπόμνημα του προς την κυβέρνησιν επισημαίνει τα προβλήματα τα οποία αντιμετωπίζει σήμερον η ελληνική βιομηχανία και προτείνει σειράν μέτρων δια την περαιτέρω ανάπτυξιν της οικονομίας της χώρας και την κάλυψιν του ελλείμματος του ισοζυγίου πληρωμών. Αι προτάσεις αφορούν εις την χρηματοδότησιν, την φορολογίαν και την προώθησιν των εξαγωγών. Εις την συνεδρίασιν παρέστησαν οι εκπρόσωποι των ενδιαφερομένων οργανώσεων, οι οποίοι εξέθεσαν τας απόψεις των επί των θεμάτων της αρμοδιότητός των. Ο υπουργός υπεσχέθη ότι θα μελετήση τα υποβληθέντα αιτήματα και θα λάβη τας αναγκαίας αποφάσεις εντός των προσεχών ημερών. Κατά τας πληροφορίας ημών η απόφασις θα ληφθή μετά την ολοκλήρωσιν των διαβουλεύσεων. Αι αρμόδιαι υπηρεσίαι ήρχισαν ήδη την επεξεργασίαν των σχετικών στοιχείων, τα οποία θα υποβληθούν εις την κυβέρνησιν. ΑΘΗΝΑΙ, 17. — Ο Σύνδεσμος Ελληνικών Βιομηχανιών εις υπόμνημα του προς την κυβέρνησιν επισημαίνει τα προβλήματα τα οποία αντιμετωπίζει σήμερον η ελληνική βιομηχανία και προτείνει σειράν μέτρων δια την περαιτέρω ανάπτυξιν της οικονομίας της χώρας και την κάλυψιν του ελλείμματος του ισοζυγίου πληρωμών. Αι προτάσεις αφορούν εις την χρηματοδότησιν, την φορολογίαν και την προώθησιν των εξαγωγών. Εις την συνεδρίασιν παρέστησαν οι εκπρόσωποι των ενδιαφερομένων οργανώσεων, οι οποίοι εξέθεσαν τας απόψεις των επί των θεμάτων της αρμοδιότητός των. Ο υπουργός υπεσχέθη ότι θα μελετήση τα υποβληθέντα αιτήματα και θα λάβη τας αναγκαίας αποφάσεις εντός των προσεχών ημερών. Κατά τας πληροφορίας ημών η απόφασις θα ληφθή μετά την ολοκλήρωσιν των διαβουλεύσεων. Αι αρμόδιαι υπηρεσίαι ήρχισαν ήδη την επεξεργασίαν των σχετικών στοιχείων, τα οποία θα υποβληθούν εις την κυβέρνησιν. ΑΘΗΝΑΙ, 17. — Ο Σύνδεσμος Ελληνικών Βιομηχανιών εις υπόμνημα του προς την κυβέρνησιν επισημαίνει τα προβλήματα τα οποία αντιμετωπίζει σήμερον η ελληνική βιομηχανία και προτείνει σειράν μέτρων δια την περαιτέρω ανάπτυξιν της οικονομίας της χώρας και την κάλυψιν του ελλείμματος του ισοζυγίου πληρωμών. Αι προτάσεις αφορούν εις την χρηματοδότησιν, την φορολογίαν και την προώθησιν των εξαγωγών. Εις την συνεδρίασιν παρέστησαν οι εκπρόσωποι των ενδιαφερομένων οργανώσεων, οι οποίοι εξέθεσαν τας απόψεις των επί των θεμάτων της αρμοδιότητός των. Ο υπουργός υπεσχέθη ότι θα μελετήση τα υποβληθέντα αιτήματα και θα λάβη τας αναγκαίας αποφάσεις εντός των προσεχών ημερών. bbox=[1142, 48, 1554, 283]
column-2 bbox=[267, 14, 400, 2322]
headline: ΟΙΚΟΔΟΜΟΣ ΚΑΤΕΠΛΑΚΩΘΗ ΥΠΟ ΤΟΙΧΟΥ bbox=[14, 1063, 132, 1105]
lottery-box: Ο ΠΡΩΤΟΣ ΤΟΥ ΛΑΧΕΙΟΥ Κατά τας πληροφορίας ημών η απόφασις θα ληφθή μετά την ολοκλήρωσιν των διαβουλεύσεων. Αι αρμόδιαι υπηρεσίαι ήρχισαν ήδη την επεξεργασίαν των σχετικών στοιχείων, τα οποία θα υποβληθούν εις την κυβέρνησιν. bbox=[269, 1507, 398, 1594]
headline: Η 54Η ΕΠΕΤΕΙΟΣ ΑΠΕΛΕΥΘΕΡΩΣΕΩΣ ΤΗΣ ΝΑΟΥΣΗΣ bbox=[274, 824, 392, 861]
ad-line: ΣΗΜΕΡΟΝ — ΣΥΝΕΧΙΖΕΤΑΙ bbox=[939, 2124, 1068, 2134]
elenit-ad bbox=[267, 1604, 400, 1829]
headline: ΧΕΙΡΟΚΙΝΗΤΑ ΕΡΓΑΛΕΙΑ ΣΥΓΚΟΜΙΔΗΣ ΕΛΑΙΟΚΑΡΠΟΥ ΛΟΓΩ ΤΗΣ ΜΕΓΑΛΗΣ ΕΛΛΕΙΨΕΩΣ ΕΡΓΑΤΙΚΩΝ ΧΕΙΡΩΝ bbox=[1154, 709, 1542, 738]
article-receipt: ΑΠΟΔΕΙΚΤΙΚΟΝ Κατά τας πληροφορίας ημών η απόφασις θα ληφθή μετά την ολοκλήρωσιν των διαβουλεύσεων. Αι αρμόδιαι υπηρεσίαι ήρχισαν ήδη την επεξεργασίαν των σχετικών στοιχείων, τα οποία θα υποβληθούν εις την κυβέρνησιν. Εις την συνεδρίασιν παρέστησαν οι εκπρόσωποι των ενδιαφερομένων οργανώσεων, οι οποίοι εξέθεσαν τας απόψεις των επί των θεμάτων της αρμοδιότητός των. Ο υπουργός υπεσχέθη ότι θα μελετήση τα υποβληθέντα αιτήματα και θα λάβη τας αναγκαίας αποφάσεις εντός των προσεχών ημερών. bbox=[267, 1372, 400, 1503]
film-title: Η ΚΑΤΑΔΙΩΞΙΣ bbox=[900, 2157, 1107, 2225]
article-bag-theft: ΚΑΚΟΠΟΙΟΙ ΑΦΗΡΕΣΑΝ ΤΗΝ ΣΕΛΗΝΗΝ ΝΕΑΝΙΔΟΣ Εις την συνεδρίασιν παρέστησαν οι εκπρόσωποι των ενδιαφερομένων οργανώσεων, οι οποίοι εξέθεσαν τας απόψεις των επί των θεμάτων της αρμοδιότητός των. Ο υπουργός υπεσχέθη ότι θα μελετήση τα υποβληθέντα αιτήματα και θα λάβη τας αναγκαίας αποφάσεις εντός των προσεχών ημερών. Κατά τας πληροφορίας ημών η απόφασις θα ληφθή μετά την ολοκλήρωσιν των διαβουλεύσεων. Αι αρμόδιαι υπηρεσίαι ήρχισαν ήδη την επεξεργασίαν των σχετικών στοιχείων, τα οποία θα υποβληθούν εις την κυβέρνησιν. bbox=[1142, 1318, 1554, 1371]
aello-cinema-ad bbox=[878, 2068, 1129, 2294]
article-rural-doctors: ΟΙ ΑΓΡΟΤΙΚΟΙ ΙΑΤΡΟΙ ΘΕΩΡΟΥΝΤΑΙ ΤΑΚΤΙΚΟΙ ΔΗΜΟΣΙΟΙ ΥΠΑΛΛΗΛΟΙ Εις την συνεδρίασιν παρέστησαν οι εκπρόσωποι των ενδιαφερομένων οργανώσεων, οι οποίοι εξέθεσαν τας απόψεις των επί των θεμάτων της αρμοδιότητός των. Ο υπουργός υπεσχέθη ότι θα μελετήση τα υποβληθέντα αιτήματα και θα λάβη τας αναγκαίας αποφάσεις εντός των προσεχών ημερών. bbox=[267, 520, 400, 642]
headline: ΛΕΩΦΟΡΕΙΑΚΑΙ ΓΡΑΜΜΑΙ ΜΕΤΑΞΥ ΑΘΗΝΩΝ ΚΑΙ ΝΟΜΩΝ ΤΗΣ ΒΟΡ. ΕΛΛΑΔΟΣ bbox=[714, 133, 871, 181]
headline: ΜΙΚΡΑΙ ΕΙΔΗΣΕΙΣ ΑΠΟ ΤΑΣ ΕΠΑΡΧΙΑΣ bbox=[19, 1640, 252, 1682]
headline: ΠΡΟΤΕΙΝΟΝΤΑΙ ΘΕΤΙΚΑΙ ΛΥΣΕΙΣ ΥΠΟ ΤΩΝ ΒΙΟΜΗΧΑΝΩΝ ΔΙΑ ΝΑ ΜΗ ΑΝΑΚΟΠΗ Η ΟΙΚΟΝΟΜΙΚΗ ΑΝΑΠΤΥΞΙΣ bbox=[18, 19, 253, 104]
article-labour-minister: Ο ΥΠΟΥΡΓΟΣ ΕΡΓΑΣΙΑΣ ΕΔΩΣΕΝ ΕΝΤΟΛΗΝ ΝΑ ΕΞΕΤΑΣΘΟΥΝ ΘΕΜΑΤΑ ΤΩΝ ΟΙΚΟΔΟΜΩΝ ΗΡΧΙΣΕΝ Η ΔΙΕΞΑΓΩΓΗ ΤΗΣ ΔΙΑΣΥΜΜΑΧΙΚΗΣ ΕΠΙΤΕΛΙΚΗΣ ΑΣΚΗΣΕΩΣ Εις την συνεδρίασιν παρέστησαν οι εκπρόσωποι των ενδιαφερομένων οργανώσεων, οι οποίοι εξέθεσαν τας απόψεις των επί των θεμάτων της αρμοδιότητός των. Ο υπουργός υπεσχέθη ότι θα μελετήση τα υποβληθέντα αιτήματα και θα λάβη τας αναγκαίας αποφάσεις εντός των προσεχών ημερών. Κατά τας πληροφορίας ημών η απόφασις θα ληφθή μετά την ολοκλήρωσιν των διαβουλεύσεων. Αι αρμόδιαι υπηρεσίαι ήρχισαν ήδη την επεξεργασίαν των σχετικών στοιχείων, τα οποία θα υποβληθούν εις την κυβέρνησιν. ΟΙΚΟΔΟΜΟΣ ΚΑΤΕΠΛΑΚΩΘΗ ΥΠΟ ΤΟΙΧΟΥ Κατά τας πληροφορίας ημών η απόφασις θα ληφθή μετά την ολοκλήρωσιν των διαβουλεύσεων. Αι αρμόδιαι υπηρεσίαι ήρχισαν ήδη την επεξεργασίαν των σχετικών στοιχείων, τα οποία θα υποβληθούν εις την κυβέρνησιν. ΑΘΗΝΑΙ, 17. — Ο Σύνδεσμος Ελληνικών Βιομηχανιών εις υπόμνημα του προς την κυβέρνησιν επισημαίνει τα προβλήματα τα οποία αντιμετωπίζει σήμερον η ελληνική βιομηχανία και προτείνει σειράν μέτρων δια την περαιτέρω ανάπτυξιν της οικονομίας της χώρας και την κάλυψιν του ελλείμματος του ισοζυγίου πληρωμών. Αι προτάσεις αφορούν εις την χρηματοδότησιν, την φορολογίαν και την προώθησιν των εξαγωγών. Εις την συνεδρίασιν παρέστησαν οι εκπρόσωποι των ενδιαφερομένων οργανώσεων, οι οποίοι εξέθεσαν τας απόψεις των επί των θεμάτων της αρμοδιότητός των. Ο υπουργός υπεσχέθη ότι θα μελετήση τα υποβληθέντα αιτήματα και θα λάβη τας αναγκαίας αποφάσεις εντός των προσεχών ημερών. Κατά τας πληροφορίας ημών η απόφασις θα ληφθή μετά την ολοκλήρωσιν των διαβουλεύσεων. Αι αρμόδιαι υπηρεσίαι ήρχισαν ήδη την επεξεργασίαν των σχετικών στοιχείων, τα οποία θα υποβληθούν εις την κυβέρνησιν. ΑΘΗΝΑΙ, 17. — Ο Σύνδεσμος Ελληνικών Βιομηχανιών εις υπόμνημα του προς την κυβέρνησιν επισημαίνει τα προβλήματα τα οποία αντιμετωπίζει σήμερον η ελληνική βιομηχανία και προτείνει σειράν μέτρων δια την περαιτέρω ανάπτυξιν της οικονομίας της χώρας και την κάλυψιν του ελλείμματος του ισοζυγίου πληρωμών. Αι προτάσεις αφορούν εις την χρηματοδότησιν, την φορολογίαν και την προώθησιν των εξαγωγών. bbox=[14, 805, 257, 1198]
page-logo: Σελίς 11 bbox=[1384, 14, 1554, 48]
headline: ΕΙΣ ΕΝΤΟΝΩΤΕΡΟΥΣ ΑΓΩΝΑΣ ΘΑ ΑΠΟΔΥΘΟΥΝ ΟΙ ΙΑΤΡΟΙ ΕΑΝ ΔΕΝ ΥΛΟΠΟΙΗΘΟΥΝ ΕΝΤΟΣ ΕΥΛΟΓΟΥ ΧΡΟΝΟΥ ΑΙ ΔΟΘΕΙΣΑΙ ΥΠΟΣΧΕΣΕΙΣ ΤΟΥ ΥΠΟΥΡΓΟΥ ΥΓΙΕΙΝΗΣ bbox=[1144, 54, 1552, 96]
subheadline: ΕΥΧΑΡΙΣΤΟΥΝ ΤΟΝ Κ. Γ. ΠΑΠΑΝΔΡΕΟΥ bbox=[718, 49, 867, 74]
headline: ΟΙ ΕΚΤΑΚΤΟΙ ΥΠΑΛΛ. ΟΙ ΑΣΦΑΛΙΣΤΙΚΩΝ ΤΑΜΕΙΩΝ bbox=[715, 20, 870, 44]
headline: ΤΕΣΣΑΡΕΣ ΑΠΟΠΕΙΡΑΙ ΑΥΤΟΚΤΟΝΙΑΣ ΕΙΣ ΤΑΣ ΑΘΗΝΑΣ bbox=[722, 552, 863, 588]
kicker: ΣΥΝΕΧΕΙΑ ΕΚ ΤΗΣ 5ης ΣΕΛΙΔΟΣ bbox=[543, 1349, 737, 1363]
section-head: ΑΠΟ ΤΑ ΓΙΑΝΝΙΤΣΑ bbox=[14, 1689, 131, 1721]
headline: Ο ΙΩΑΝΝΙΔΗΣ ΚΑΤΕΛΑΒΕ ΤΗΝ ΔΕΥΤΕΡΑΝ ΘΕΣΙΝ ΕΙΣ ΤΟΥΣ ΟΛΥΜΠΙΑΚΟΥΣ ΑΓΩΝΑΣ ΜΕΞΙΚΟΥ bbox=[428, 1309, 852, 1344]
article-florina: Ο Κ. ΘΕΟΧΑΡΙΔΗΣ ΕΞΕΤΑΖΕΙ ΤΑ ΖΗΤΗΜΑΤΑ ΤΩΝ ΚΟΙΝΟΤΗΤΩΝ ΤΟΥ ΝΟΜΟΥ ΦΛΩΡΙΝΗΣ ΑΘΗΝΑΙ, 17. — Ο Σύνδεσμος Ελληνικών Βιομηχανιών εις υπόμνημα του προς την κυβέρνησιν επισημαίνει τα προβλήματα τα οποία αντιμετωπίζει σήμερον η ελληνική βιομηχανία και προτείνει σειράν μέτρων δια την περαιτέρω ανάπτυξιν της οικονομίας της χώρας και την κάλυψιν του ελλείμματος του ισοζυγίου πληρωμών. Αι προτάσεις αφορούν εις την χρηματοδότησιν, την φορολογίαν και την προώθησιν των εξαγωγών. Εις την συνεδρίασιν παρέστησαν οι εκπρόσωποι των ενδιαφερομένων οργανώσεων, οι οποίοι εξέθεσαν τας απόψεις των επί των θεμάτων της αρμοδιότητός των. Ο υπουργός υπεσχέθη ότι θα μελετήση τα υποβληθέντα αιτήματα και θα λάβη τας αναγκαίας αποφάσεις εντός των προσεχών ημερών. Κατά τας πληροφορίας ημών η απόφασις θα ληφθή μετά την ολοκλήρωσιν των διαβουλεύσεων. Αι αρμόδιαι υπηρεσίαι ήρχισαν ήδη την επεξεργασίαν των σχετικών στοιχείων, τα οποία θα υποβληθούν εις την κυβέρνησιν. ΑΘΗΝΑΙ, 17. — Ο Σύνδεσμος Ελληνικών Βιομηχανιών εις υπόμνημα του προς την κυβέρνησιν επισημαίνει τα προβλήματα τα οποία αντιμετωπίζει σήμερον η ελληνική βιομηχανία και προτείνει σειράν μέτρων δια την περαιτέρω ανάπτυξιν της οικονομίας της χώρας και την κάλυψιν του ελλείμματος του ισοζυγίου πληρωμών. Αι προτάσεις αφορούν εις την χρηματοδότησιν, την φορολογίαν και την προώθησιν των εξαγωγών. bbox=[14, 1197, 257, 1441]
table-row: Εικοσάφραγκον 260.00 bbox=[269, 489, 398, 497]
ad-line: Η καταπληκτική δημιουργία του bbox=[948, 2134, 1059, 2142]
headline: Ο Κ. ΘΕΟΧΑΡΙΔΗΣ ΕΞΕΤΑΖΕΙ ΤΑ ΖΗΤΗΜΑΤΑ ΤΩΝ ΚΟΙΝΟΤΗΤΩΝ ΤΟΥ ΝΟΜΟΥ ΦΛΩΡΙΝΗΣ bbox=[25, 1202, 245, 1270]
article-livestock: ΤΑ ΖΗΤΗΜΑΤΑ ΤΩΝ ΚΤΗΝΟΤΡΟΦΩΝ Εις την συνεδρίασιν παρέστησαν οι εκπρόσωποι των ενδιαφερομένων οργανώσεων, οι οποίοι εξέθεσαν τας απόψεις των επί των θεμάτων της αρμοδιότητός των. Ο υπουργός υπεσχέθη ότι θα μελετήση τα υποβληθέντα αιτήματα και θα λάβη τας αναγκαίας αποφάσεις εντός των προσεχών ημερών. bbox=[712, 804, 873, 875]
article-taxes bbox=[14, 497, 257, 805]
headline: ΑΝΕΚΑΛΥΦΘΗΣΑΝ ΟΙ ΚΛΕΠΤΑΙ ΒΕΝΖΙΝΑΚΑΤΟΥ bbox=[276, 1246, 390, 1282]
headline: Η ΘΕΡΜΗ ΥΠΟΔΟΧΗ ΤΟΥ ΠΑΠΑΚΩΝΣΤΑΝΤΙΝΟΥ ΑΠΑΝΤΗΣΙΣ ΤΟΥ ΛΑΟΥ ΕΙΣ ΤΟΥΣ ΣΚΕΥΑΡΟΥΣ bbox=[18, 1446, 253, 1515]
article-olive-tools: ΧΕΙΡΟΚΙΝΗΤΑ ΕΡΓΑΛΕΙΑ ΣΥΓΚΟΜΙΔΗΣ ΕΛΑΙΟΚΑΡΠΟΥ ΛΟΓΩ ΤΗΣ ΜΕΓΑΛΗΣ ΕΛΛΕΙΨΕΩΣ ΕΡΓΑΤΙΚΩΝ ΧΕΙΡΩΝ Κατά τας πληροφορίας ημών η απόφασις θα ληφθή μετά την ολοκλήρωσιν των διαβουλεύσεων. Αι αρμόδιαι υπηρεσίαι ήρχισαν ήδη την επεξεργασίαν των σχετικών στοιχείων, τα οποία θα υποβληθούν εις την κυβέρνησιν. ΑΘΗΝΑΙ, 17. — Ο Σύνδεσμος Ελληνικών Βιομηχανιών εις υπόμνημα του προς την κυβέρνησιν επισημαίνει τα προβλήματα τα οποία αντιμετωπίζει σήμερον η ελληνική βιομηχανία και προτείνει σειράν μέτρων δια την περαιτέρω ανάπτυξιν της οικονομίας της χώρας και την κάλυψιν του ελλείμματος του ισοζυγίου πληρωμών. Αι προτάσεις αφορούν εις την χρηματοδότησιν, την φορολογίαν και την προώθησιν των εξαγωγών. Εις την συνεδρίασιν παρέστησαν οι εκπρόσωποι των ενδιαφερομένων οργανώσεων, οι οποίοι εξέθεσαν τας απόψεις των επί των θεμάτων της αρμοδιότητός των. Ο υπουργός υπεσχέθη ότι θα μελετήση τα υποβληθέντα αιτήματα και θα λάβη τας αναγκαίας αποφάσεις εντός των προσεχών ημερών. bbox=[1142, 704, 1554, 815]
headline: Η ΚΡΙΣΙΣ ΥΠΟΨΗΦΙΩΝ ΠΡΟΣ ΔΙΟΡΙΣΜΟΝ ΕΙΣ ΘΕΣΕΙΣ ΧΕΙΡΟΥΡΓΩΝ ΚΑΙ ΟΡΘΟΠΕΔΙΚΩΝ bbox=[270, 20, 397, 78]
ad-line: Χτίστε με την φόρα bbox=[294, 1742, 372, 1752]
table-row: Λίραι Αγγλίας 318.00 bbox=[269, 467, 398, 474]
table-row: Λέοντος 260.00 bbox=[269, 497, 398, 505]
article-gold-prices: ΑΙ ΤΙΜΑΙ ΤΗΣ ΛΙΡΑΣ ΚΑΙ ΤΩΝ ΑΛΛΩΝ ΧΡΥΣΩΝ ΝΟΜΙΣΜΑΤΩΝ Κατά τας πληροφορίας ημών η απόφασις θα ληφθή μετά την ολοκλήρωσιν των διαβουλεύσεων. Αι αρμόδιαι υπηρεσίαι ήρχισαν ήδη την επεξεργασίαν των σχετικών στοιχείων, τα οποία θα υποβληθούν εις την κυβέρνησιν. Λίραι 324.00 Λίραι Αγγλίας 318.00 Ελβετικόν 260.00 Γαλλικόν 260.00 Εικοσάφραγκον 260.00 Λέοντος 260.00 Χιούμπερτ 247.00 bbox=[267, 359, 400, 520]
headline: ΑΠΟΝΟΜΗ ΠΤΥΧΙΩΝ ΕΙΣ ΑΠΟΦΟΙΤΟΥΣ ΣΧΟΛΗΣ ΤΗΣ ΔΕΗ bbox=[717, 396, 868, 433]
article-city-news: ΜΙΚΡΑΙ ΕΙΔΗΣΕΙΣ ΤΗΣ ΠΟΛΕΩΣ ΑΘΗΝΑΙ, 17. — Ο Σύνδεσμος Ελληνικών Βιομηχανιών εις υπόμνημα του προς την κυβέρνησιν επισημαίνει τα προβλήματα τα οποία αντιμετωπίζει σήμερον η ελληνική βιομηχανία και προτείνει σειράν μέτρων δια την περαιτέρω ανάπτυξιν της οικονομίας της χώρας και την κάλυψιν του ελλείμματος του ισοζυγίου πληρωμών. Αι προτάσεις αφορούν εις την χρηματοδότησιν, την φορολογίαν και την προώθησιν των εξαγωγών. Εις την συνεδρίασιν παρέστησαν οι εκπρόσωποι των ενδιαφερομένων οργανώσεων, οι οποίοι εξέθεσαν τας απόψεις των επί των θεμάτων της αρμοδιότητός των. Ο υπουργός υπεσχέθη ότι θα μελετήση τα υποβληθέντα αιτήματα και θα λάβη τας αναγκαίας αποφάσεις εντός των προσεχών ημερών. Κατά τας πληροφορίας ημών η απόφασις θα ληφθή μετά την ολοκλήρωσιν των διαβουλεύσεων. Αι αρμόδιαι υπηρεσίαι ήρχισαν ήδη την επεξεργασίαν των σχετικών στοιχείων, τα οποία θα υποβληθούν εις την κυβέρνησιν. ΑΘΗΝΑΙ, 17. — Ο Σύνδεσμος Ελληνικών Βιομηχανιών εις υπόμνημα του προς την κυβέρνησιν επισημαίνει τα προβλήματα τα οποία αντιμετωπίζει σήμερον η ελληνική βιομηχανία και προτείνει σειράν μέτρων δια την περαιτέρω ανάπτυξιν της οικονομίας της χώρας και την κάλυψιν του ελλείμματος του ισοζυγίου πληρωμών. Αι προτάσεις αφορούν εις την χρηματοδότησιν, την φορολογίαν και την προώθησιν των εξαγωγών. bbox=[878, 1356, 1129, 1527]
column-4 bbox=[712, 14, 873, 1308]
section-head: ΑΠΟ ΤΗΝ ΔΡΑΜΑΝ bbox=[139, 1871, 257, 1904]
article-moped-thief: ΣΥΝΕΛΗΦΘΗ ΚΛΕΠΤΗΣ ΜΟΤΟΠΟΔΗΛΑΤΩΝ ΜΕ ΠΛΟΥΣΙΩΤΑΤΗΝ ΔΙΑΡΡΗΚΤΙΚΗΝ ΔΡΑΣΙΝ Εις την συνεδρίασιν παρέστησαν οι εκπρόσωποι των ενδιαφερομένων οργανώσεων, οι οποίοι εξέθεσαν τας απόψεις των επί των θεμάτων της αρμοδιότητός των. Ο υπουργός υπεσχέθη ότι θα μελετήση τα υποβληθέντα αιτήματα και θα λάβη τας αναγκαίας αποφάσεις εντός των προσεχών ημερών. Κατά τας πληροφορίας ημών η απόφασις θα ληφθή μετά την ολοκλήρωσιν των διαβουλεύσεων. Αι αρμόδιαι υπηρεσίαι ήρχισαν ήδη την επεξεργασίαν των σχετικών στοιχείων, τα οποία θα υποβληθούν εις την κυβέρνησιν. ΑΘΗΝΑΙ, 17. — Ο Σύνδεσμος Ελληνικών Βιομηχανιών εις υπόμνημα του προς την κυβέρνησιν επισημαίνει τα προβλήματα τα οποία αντιμετωπίζει σήμερον η ελληνική βιομηχανία και προτείνει σειράν μέτρων δια την περαιτέρω ανάπτυξιν της οικονομίας της χώρας και την κάλυψιν του ελλείμματος του ισοζυγίου πληρωμών. Αι προτάσεις αφορούν εις την χρηματοδότησιν, την φορολογίαν και την προώθησιν των εξαγωγών. bbox=[1142, 925, 1554, 1036]
headline: ΖΗΤΕΙΤΑΙ Η ΑΝΑΚΛΗΣΙΣ ΤΗΣ ΜΕΤΑΘΕΣΕΩΣ ΤΟΥ ΕΙΣΑΓΓΕΛΕΩΣ ΠΡΩΤΟΔΙΚΩΝ ΚΑΒΑΛΑΣ bbox=[276, 233, 390, 304]
headline: ΟΙ ΝΕΟΙ ΦΟΡΟΙ ΥΠΕΡ ΔΗΜΩΝ ΚΑΙ ΚΟΙΝΟΤΗΤΩΝ ΔΕΝ ΘΑ ΕΠΙΒΑΡΥΝΟΥΝ ΤΑΣ ΒΙΟΜΗΧΑΝΙΑΣ ΕΔΗΛΩΣΕΝ Ο ΠΡΟΕΔΡΟΣ ΤΗΣ ΚΥΒΕΡΝΗΣΕΩΣ bbox=[20, 501, 251, 603]
article-bus-lines: ΛΕΩΦΟΡΕΙΑΚΑΙ ΓΡΑΜΜΑΙ ΜΕΤΑΞΥ ΑΘΗΝΩΝ ΚΑΙ ΝΟΜΩΝ ΤΗΣ ΒΟΡ. ΕΛΛΑΔΟΣ ΑΘΗΝΑΙ, 17. — Ο Σύνδεσμος Ελληνικών Βιομηχανιών εις υπόμνημα του προς την κυβέρνησιν επισημαίνει τα προβλήματα τα οποία αντιμετωπίζει σήμερον η ελληνική βιομηχανία και προτείνει σειράν μέτρων δια την περαιτέρω ανάπτυξιν της οικονομίας της χώρας και την κάλυψιν του ελλείμματος του ισοζυγίου πληρωμών. Αι προτάσεις αφορούν εις την χρηματοδότησιν, την φορολογίαν και την προώθησιν των εξαγωγών. Κατά τας πληροφορίας ημών η απόφασις θα ληφθή μετά την ολοκλήρωσιν των διαβουλεύσεων. Αι αρμόδιαι υπηρεσίαι ήρχισαν ήδη την επεξεργασίαν των σχετικών στοιχείων, τα οποία θα υποβληθούν εις την κυβέρνησιν. bbox=[712, 128, 873, 295]
table-row: Γαλλικόν 260.00 bbox=[269, 481, 398, 489]
section-head: ΑΠΟ ΤΗΝ ΧΑΛΑΣΤΡΑΝ bbox=[139, 1976, 257, 2009]
lottery-title: Ο ΠΡΩΤΟΣ ΤΟΥ ΛΑΧΕΙΟΥ bbox=[290, 1515, 376, 1535]
article-dei: ΑΠΟΝΟΜΗ ΠΤΥΧΙΩΝ ΕΙΣ ΑΠΟΦΟΙΤΟΥΣ ΣΧΟΛΗΣ ΤΗΣ ΔΕΗ Κατά τας πληροφορίας ημών η απόφασις θα ληφθή μετά την ολοκλήρωσιν των διαβουλεύσεων. Αι αρμόδιαι υπηρεσίαι ήρχισαν ήδη την επεξεργασίαν των σχετικών στοιχείων, τα οποία θα υποβληθούν εις την κυβέρνησιν. ΑΘΗΝΑΙ, 17. — Ο Σύνδεσμος Ελληνικών Βιομηχανιών εις υπόμνημα του προς την κυβέρνησιν επισημαίνει τα προβλήματα τα οποία αντιμετωπίζει σήμερον η ελληνική βιομηχανία και προτείνει σειράν μέτρων δια την περαιτέρω ανάπτυξιν της οικονομίας της χώρας και την κάλυψιν του ελλείμματος του ισοζυγίου πληρωμών. Αι προτάσεις αφορούν εις την χρηματοδότησιν, την φορολογίαν και την προώθησιν των εξαγωγών. bbox=[712, 391, 873, 547]
headline: ΤΡΙΑ ΑΥΤΟΧΕΙΡΟΣ ΕΝ ΑΠΟΣΥΝΔΕΣΕΙ ΕΥΡΕΘΗ ΕΙΣ ΝΙΓΡΙΤΑΝ bbox=[277, 1123, 389, 1171]
elenit-logo-icon bbox=[279, 1612, 387, 1729]
column-5 bbox=[1142, 14, 1554, 2322]
headline: ΠΡΟΣΤΑΤΕΥΤΙΚΑ ΜΕΤΡΑ ΔΙΑ ΤΟΥΣ ΚΑΠΝΟΠΑΡΑΓΩΓΟΥΣ ΕΖΗΤΗΣΕΝ ΕΠΙΤΡΟΠΗ ΕΚ ΠΑΡΑΓΟΝΤΩΝ ΤΗΣ ΔΡΑΜΑΣ bbox=[1146, 547, 1550, 576]
article-elections: ΤΑ ΑΠΟΤΕΛΕΣΜΑΤΑ ΤΩΝ ΕΚΛΟΓΩΝ ΤΗΣ ΚΥΡΙΑΚΗΣ ΕΙΣ ΔΥΟ ΝΕΟΑΝΑΓΝΩΡΙΣΘΕΝΤΑΣ ΔΗΜΟΥΣ ΚΑΙ ΕΙΣ 47 ΝΕΟΑΝΑΓΝΩΡΙΣΘΕΙΣΑΣ ΚΟΙΝΟΤΗΤΑΣ ΑΘΗΝΑΙ, 17. — Ο Σύνδεσμος Ελληνικών Βιομηχανιών εις υπόμνημα του προς την κυβέρνησιν επισημαίνει τα προβλήματα τα οποία αντιμετωπίζει σήμερον η ελληνική βιομηχανία και προτείνει σειράν μέτρων δια την περαιτέρω ανάπτυξιν της οικονομίας της χώρας και την κάλυψιν του ελλείμματος του ισοζυγίου πληρωμών. Αι προτάσεις αφορούν εις την χρηματοδότησιν, την φορολογίαν και την προώθησιν των εξαγωγών. Εις την συνεδρίασιν παρέστησαν οι εκπρόσωποι των ενδιαφερομένων οργανώσεων, οι οποίοι εξέθεσαν τας απόψεις των επί των θεμάτων της αρμοδιότητός των. Ο υπουργός υπεσχέθη ότι θα μελετήση τα υποβληθέντα αιτήματα και θα λάβη τας αναγκαίας αποφάσεις εντός των προσεχών ημερών. Κατά τας πληροφορίας ημών η απόφασις θα ληφθή μετά την ολοκλήρωσιν των διαβουλεύσεων. Αι αρμόδιαι υπηρεσίαι ήρχισαν ήδη την επεξεργασίαν των σχετικών στοιχείων, τα οποία θα υποβληθούν εις την κυβέρνησιν. ΑΘΗΝΑΙ, 17. — Ο Σύνδεσμος Ελληνικών Βιομηχανιών εις υπόμνημα του προς την κυβέρνησιν επισημαίνει τα προβλήματα τα οποία αντιμετωπίζει σήμερον η ελληνική βιομηχανία και προτείνει σειράν μέτρων δια την περαιτέρω ανάπτυξιν της οικονομίας της χώρας και την κάλυψιν του ελλείμματος του ισοζυγίου πληρωμών. Αι προτάσεις αφορούν εις την χρηματοδότησιν, την φορολογίαν και την προώθησιν των εξαγωγών. Εις την συνεδρίασιν παρέστησαν οι εκπρόσωποι των ενδιαφερομένων οργανώσεων, οι οποίοι εξέθεσαν τας απόψεις των επί των θεμάτων της αρμοδιότητός των. Ο υπουργός υπεσχέθη ότι θα μελετήση τα υποβληθέντα αιτήματα και θα λάβη τας αναγκαίας αποφάσεις εντός των προσεχών ημερών. Κατά τας πληροφορίας ημών η απόφασις θα ληφθή μετά την ολοκλήρωσιν των διαβουλεύσεων. Αι αρμόδιαι υπηρεσίαι ήρχισαν ήδη την επεξεργασίαν των σχετικών στοιχείων, τα οποία θα υποβληθούν εις την κυβέρνησιν. ΑΘΗΝΑΙ, 17. — Ο Σύνδεσμος Ελληνικών Βιομηχανιών εις υπόμνημα του προς την κυβέρνησιν επισημαίνει τα προβλήματα τα οποία αντιμετωπίζει σήμερον η ελληνική βιομηχανία και προτείνει σειράν μέτρων δια την περαιτέρω ανάπτυξιν της οικονομίας της χώρας και την κάλυψιν του ελλείμματος του ισοζυγίου πληρωμών. Αι προτάσεις αφορούν εις την χρηματοδότησιν, την φορολογίαν και την προώθησιν των εξαγωγών. Εις την συνεδρίασιν παρέστησαν οι εκπρόσωποι των ενδιαφερομένων οργανώσεων, οι οποίοι εξέθεσαν τας απόψεις των επί των θεμάτων της αρμοδιότητός των. Ο υπουργός υπεσχέθη ότι θα μελετήση τα υποβληθέντα αιτήματα και θα λάβη τας αναγκαίας αποφάσεις εντός των προσεχών ημερών. Κατά τας πληροφορίας ημών η απόφασις θα ληφθή μετά την ολοκλήρωσιν των διαβουλεύσεων. Αι αρμόδιαι υπηρεσίαι ήρχισαν ήδη την επεξεργασίαν των σχετικών στοιχείων, τα οποία θα υποβληθούν εις την κυβέρνησιν. ΑΘΗΝΑΙ, 17. — Ο Σύνδεσμος Ελληνικών Βιομηχανιών εις υπόμνημα του προς την κυβέρνησιν επισημαίνει τα προβλήματα τα οποία αντιμετωπίζει σήμερον η ελληνική βιομηχανία και προτείνει σειράν μέτρων δια την περαιτέρω ανάπτυξιν της οικονομίας της χώρας και την κάλυψιν του ελλείμματος του ισοζυγίου πληρωμών. Αι προτάσεις αφορούν εις την χρηματοδότησιν, την φορολογίαν και την προώθησιν των εξαγωγών. Εις την συνεδρίασιν παρέστησαν οι εκπρόσωποι των ενδιαφερομένων οργανώσεων, οι οποίοι εξέθεσαν τας απόψεις των επί των θεμάτων της αρμοδιότητός των. Ο υπουργός υπεσχέθη ότι θα μελετήση τα υποβληθέντα αιτήματα και θα λάβη τας αναγκαίας αποφάσεις εντός των προσεχών ημερών. Κατά τας πληροφορίας ημών η απόφασις θα ληφθή μετά την ολοκλήρωσιν των διαβουλεύσεων. Αι αρμόδιαι υπηρεσίαι ήρχισαν ήδη την επεξεργασίαν των σχετικών στοιχείων, τα οποία θα υποβληθούν εις την κυβέρνησιν. ΑΘΗΝΑΙ, 17. — Ο Σύνδεσμος Ελληνικών Βιομηχανιών εις υπόμνημα του προς την κυβέρνησιν επισημαίνει τα προβλήματα τα οποία αντιμετωπίζει σήμερον η ελληνική βιομηχανία και προτείνει σειράν μέτρων δια την περαιτέρω ανάπτυξιν της οικονομίας της χώρας και την κάλυψιν του ελλείμματος του ισοζυγίου πληρωμών. Αι προτάσεις αφορούν εις την χρηματοδότησιν, την φορολογίαν και την προώθησιν των εξαγωγών. Εις την συνεδρίασιν παρέστησαν οι εκπρόσωποι των ενδιαφερομένων οργανώσεων, οι οποίοι εξέθεσαν τας απόψεις των επί των θεμάτων της αρμοδιότητός των. Ο υπουργός υπεσχέθη ότι θα μελετήση τα υποβληθέντα αιτήματα και θα λάβη τας αναγκαίας αποφάσεις εντός των προσεχών ημερών. Κατά τας πληροφορίας ημών η απόφασις θα ληφθή μετά την ολοκλήρωσιν των διαβουλεύσεων. Αι αρμόδιαι υπηρεσίαι ήρχισαν ήδη την επεξεργασίαν των σχετικών στοιχείων, τα οποία θα υποβληθούν εις την κυβέρνησιν. ΑΘΗΝΑΙ, 17. — Ο Σύνδεσμος Ελληνικών Βιομηχανιών εις υπόμνημα του προς την κυβέρνησιν επισημαίνει τα προβλήματα τα οποία αντιμετωπίζει σήμερον η ελληνική βιομηχανία και προτείνει σειράν μέτρων δια την περαιτέρω ανάπτυξιν της οικονομίας της χώρας και την κάλυψιν του ελλείμματος του ισοζυγίου πληρωμών. Αι προτάσεις αφορούν εις την χρηματοδότησιν, την φορολογίαν και την προώθησιν των εξαγωγών. Εις την συνεδρίασιν παρέστησαν οι εκπρόσωποι των ενδιαφερομένων οργανώσεων, οι οποίοι εξέθεσαν τας απόψεις των επί των θεμάτων της αρμοδιότητός των. Ο υπουργός υπεσχέθη ότι θα μελετήση τα υποβληθέντα αιτήματα και θα λάβη τας αναγκαίας αποφάσεις εντός των προσεχών ημερών. Κατά τας πληροφορίας ημών η απόφασις θα ληφθή μετά την ολοκλήρωσιν των διαβουλεύσεων. Αι αρμόδιαι υπηρεσίαι ήρχισαν ήδη την επεξεργασίαν των σχετικών στοιχείων, τα οποία θα υποβληθούν εις την κυβέρνησιν. bbox=[410, 14, 704, 663]
ad-director: ΜΑΡΙΟ ΜΠΡΑΝΤΟ bbox=[941, 2142, 1066, 2157]
article-receipt-2: ΑΠΟΔΕΙΚΤΙΚΟΝ Εις την συνεδρίασιν παρέστησαν οι εκπρόσωποι των ενδιαφερομένων οργανώσεων, οι οποίοι εξέθεσαν τας απόψεις των επί των θεμάτων της αρμοδιότητός των. Ο υπουργός υπεσχέθη ότι θα μελετήση τα υποβληθέντα αιτήματα και θα λάβη τας αναγκαίας αποφάσεις εντός των προσεχών ημερών. Κατά τας πληροφορίας ημών η απόφασις θα ληφθή μετά την ολοκλήρωσιν των διαβουλεύσεων. Αι αρμόδιαι υπηρεσίαι ήρχισαν ήδη την επεξεργασίαν των σχετικών στοιχείων, τα οποία θα υποβληθούν εις την κυβέρνησιν. bbox=[878, 1526, 1129, 1606]
section-head: ΑΙ ΔΙΑΠΙΣΤΩΣΕΙΣ bbox=[83, 408, 187, 422]
article-strikes: ΝΕΑΣ ΑΠΕΡΓΙΑΚΑΣ ΕΚΔΗΛΩΣΕΙΣ ΕΠΡΟΓΡΑΜΜΑΤΙΣΑΝ ΤΑΧΥΔΡΟΜΙΚΟΙ, ΑΥΤΟΚΙΝΗΤΙΣΤΑΙ ΚΑΙ ΥΠΑΛΛΗΛΟΙ Α.Τ.Ε. ΑΝΑΜΕΝΟΥΝ ΤΕΛΙΚΗΝ ΑΠΟΦΑΣΙΝ ΤΗΣ ΚΥΒΕΡΝΗΣΕΩΣ ΑΘΗΝΑΙ, 17. — Ο Σύνδεσμος Ελληνικών Βιομηχανιών εις υπόμνημα του προς την κυβέρνησιν επισημαίνει τα προβλήματα τα οποία αντιμετωπίζει σήμερον η ελληνική βιομηχανία και προτείνει σειράν μέτρων δια την περαιτέρω ανάπτυξιν της οικονομίας της χώρας και την κάλυψιν του ελλείμματος του ισοζυγίου πληρωμών. Αι προτάσεις αφορούν εις την χρηματοδότησιν, την φορολογίαν και την προώθησιν των εξαγωγών. Εις την συνεδρίασιν παρέστησαν οι εκπρόσωποι των ενδιαφερομένων οργανώσεων, οι οποίοι εξέθεσαν τας απόψεις των επί των θεμάτων της αρμοδιότητός των. Ο υπουργός υπεσχέθη ότι θα μελετήση τα υποβληθέντα αιτήματα και θα λάβη τας αναγκαίας αποφάσεις εντός των προσεχών ημερών. Κατά τας πληροφορίας ημών η απόφασις θα ληφθή μετά την ολοκλήρωσιν των διαβουλεύσεων. Αι αρμόδιαι υπηρεσίαι ήρχισαν ήδη την επεξεργασίαν των σχετικών στοιχείων, τα οποία θα υποβληθούν εις την κυβέρνησιν. ΑΘΗΝΑΙ, 17. — Ο Σύνδεσμος Ελληνικών Βιομηχανιών εις υπόμνημα του προς την κυβέρνησιν επισημαίνει τα προβλήματα τα οποία αντιμετωπίζει σήμερον η ελληνική βιομηχανία και προτείνει σειράν μέτρων δια την περαιτέρω ανάπτυξιν της οικονομίας της χώρας και την κάλυψιν του ελλείμματος του ισοζυγίου πληρωμών. Αι προτάσεις αφορούν εις την χρηματοδότησιν, την φορολογίαν και την προώθησιν των εξαγωγών. ΟΙ ΑΥΤΟΚΙΝΗΤΙΣΤΑΙ Εις την συνεδρίασιν παρέστησαν οι εκπρόσωποι των ενδιαφερομένων οργανώσεων, οι οποίοι εξέθεσαν τας απόψεις των επί των θεμάτων της αρμοδιότητός των. Ο υπουργός υπεσχέθη ότι θα μελετήση τα υποβληθέντα αιτήματα και θα λάβη τας αναγκαίας αποφάσεις εντός των προσεχών ημερών. Κατά τας πληροφορίας ημών η απόφασις θα ληφθή μετά την ολοκλήρωσιν των διαβουλεύσεων. Αι αρμόδιαι υπηρεσίαι ήρχισαν ήδη την επεξεργασίαν των σχετικών στοιχείων, τα οποία θα υποβληθούν εις την κυβέρνησιν. ΑΘΗΝΑΙ, 17. — Ο Σύνδεσμος Ελληνικών Βιομηχανιών εις υπόμνημα του προς την κυβέρνησιν επισημαίνει τα προβλήματα τα οποία αντιμετωπίζει σήμερον η ελληνική βιομηχανία και προτείνει σειράν μέτρων δια την περαιτέρω ανάπτυξιν της οικονομίας της χώρας και την κάλυψιν του ελλείμματος του ισοζυγίου πληρωμών. Αι προτάσεις αφορούν εις την χρηματοδότησιν, την φορολογίαν και την προώθησιν των εξαγωγών. bbox=[1142, 283, 1554, 542]
headline: ΑΙ ΕΠΙΔΟΤΗΣΕΙΣ ΠΡΟΤΥΠΩΝ ΤΗΣ ΠΤΗΝΟΤΡΟΦΙΑΣ bbox=[283, 647, 383, 683]
article-turks: ΠΡΟΕΦΥΛΑΚΙΣΘΗΣΑΝ ΟΙ ΣΥΛΛΗΦΘΕΝΤΕΣ ΑΛΛΟΙ ΤΟΥΡΚΟΙ ΑΘΗΝΑΙ, 17. — Ο Σύνδεσμος Ελληνικών Βιομηχανιών εις υπόμνημα του προς την κυβέρνησιν επισημαίνει τα προβλήματα τα οποία αντιμετωπίζει σήμερον η ελληνική βιομηχανία και προτείνει σειράν μέτρων δια την περαιτέρω ανάπτυξιν της οικονομίας της χώρας και την κάλυψιν του ελλείμματος του ισοζυγίου πληρωμών. Αι προτάσεις αφορούν εις την χρηματοδότησιν, την φορολογίαν και την προώθησιν των εξαγωγών. bbox=[712, 680, 873, 798]
headline: Ο ΥΠΟΥΡΓΟΣ ΕΡΓΑΣΙΑΣ ΕΔΩΣΕΝ ΕΝΤΟΛΗΝ ΝΑ ΕΞΕΤΑΣΘΟΥΝ ΘΕΜΑΤΑ ΤΩΝ ΟΙΚΟΔΟΜΩΝ bbox=[31, 809, 239, 877]
article-suicide: ΤΕΣΣΑΡΕΣ ΑΠΟΠΕΙΡΑΙ ΑΥΤΟΚΤΟΝΙΑΣ ΕΙΣ ΤΑΣ ΑΘΗΝΑΣ Εις την συνεδρίασιν παρέστησαν οι εκπρόσωποι των ενδιαφερομένων οργανώσεων, οι οποίοι εξέθεσαν τας απόψεις των επί των θεμάτων της αρμοδιότητός των. Ο υπουργός υπεσχέθη ότι θα μελετήση τα υποβληθέντα αιτήματα και θα λάβη τας αναγκαίας αποφάσεις εντός των προσεχών ημερών. Κατά τας πληροφορίας ημών η απόφασις θα ληφθή μετά την ολοκλήρωσιν των διαβουλεύσεων. Αι αρμόδιαι υπηρεσίαι ήρχισαν ήδη την επεξεργασίαν των σχετικών στοιχείων, τα οποία θα υποβληθούν εις την κυβέρνησιν. bbox=[712, 547, 873, 680]
article-fair: ΑΝΤΙΠΡΟΣΩΠΟΙ ΤΗΣ ΔΙΕΘΝΟΥΣ ΕΚΘΕΣΕΩΣ ΕΙΣ ΔΙΕΘΝΗ ΣΥΝΕΔΡΙΑ Εις την συνεδρίασιν παρέστησαν οι εκπρόσωποι των ενδιαφερομένων οργανώσεων, οι οποίοι εξέθεσαν τας απόψεις των επί των θεμάτων της αρμοδιότητός των. Ο υπουργός υπεσχέθη ότι θα μελετήση τα υποβληθέντα αιτήματα και θα λάβη τας αναγκαίας αποφάσεις εντός των προσεχών ημερών. bbox=[712, 295, 873, 391]
notice-title: ΑΠΟΔΕΙΚΤΙΚΟΝ bbox=[959, 1533, 1048, 1544]
headline: ΝΕΑΣ ΑΠΕΡΓΙΑΚΑΣ ΕΚΔΗΛΩΣΕΙΣ ΕΠΡΟΓΡΑΜΜΑΤΙΣΑΝ ΤΑΧΥΔΡΟΜΙΚΟΙ, ΑΥΤΟΚΙΝΗΤΙΣΤΑΙ ΚΑΙ ΥΠΑΛΛΗΛΟΙ Α.Τ.Ε. ΑΝΑΜΕΝΟΥΝ ΤΕΛΙΚΗΝ ΑΠΟΦΑΣΙΝ ΤΗΣ ΚΥΒΕΡΝΗΣΕΩΣ bbox=[1155, 289, 1541, 344]
article-kerdyllia: ΠΑΝΔΗΜΟΝ ΜΝΗΜΟΣΥΝΟΝ ΕΨΑΛΗ ΕΙΣ ΝΕΑ ΚΕΡΔΥΛΛΙΑ Κατά τας πληροφορίας ημών η απόφασις θα ληφθή μετά την ολοκλήρωσιν των διαβουλεύσεων. Αι αρμόδιαι υπηρεσίαι ήρχισαν ήδη την επεξεργασίαν των σχετικών στοιχείων, τα οποία θα υποβληθούν εις την κυβέρνησιν. bbox=[267, 1011, 400, 1118]
headline: ΜΙΚΡΑΙ ΕΙΔΗΣΕΙΣ ΕΞ ΑΘΗΝΩΝ bbox=[1216, 1152, 1480, 1171]
headline: ΝΕΟΣ ΥΦΗΓΗΤΗΣ ΤΗΣ ΙΑΤΡΙΚΗΣ bbox=[906, 1310, 1102, 1322]
table-row: Λίραι 324.00 bbox=[269, 459, 398, 467]
ad-line: Χτίστε με ΕΛΛΕΝΙΤ bbox=[296, 1751, 370, 1761]
cinema-name: ΑΕΛΛΩ bbox=[884, 2076, 1123, 2121]
article-tobacco: ΠΡΟΣΤΑΤΕΥΤΙΚΑ ΜΕΤΡΑ ΔΙΑ ΤΟΥΣ ΚΑΠΝΟΠΑΡΑΓΩΓΟΥΣ ΕΖΗΤΗΣΕΝ ΕΠΙΤΡΟΠΗ ΕΚ ΠΑΡΑΓΟΝΤΩΝ ΤΗΣ ΔΡΑΜΑΣ ΑΘΗΝΑΙ, 17. — Ο Σύνδεσμος Ελληνικών Βιομηχανιών εις υπόμνημα του προς την κυβέρνησιν επισημαίνει τα προβλήματα τα οποία αντιμετωπίζει σήμερον η ελληνική βιομηχανία και προτείνει σειράν μέτρων δια την περαιτέρω ανάπτυξιν της οικονομίας της χώρας και την κάλυψιν του ελλείμματος του ισοζυγίου πληρωμών. Αι προτάσεις αφορούν εις την χρηματοδότησιν, την φορολογίαν και την προώθησιν των εξαγωγών. Εις την συνεδρίασιν παρέστησαν οι εκπρόσωποι των ενδιαφερομένων οργανώσεων, οι οποίοι εξέθεσαν τας απόψεις των επί των θεμάτων της αρμοδιότητός των. Ο υπουργός υπεσχέθη ότι θα μελετήση τα υποβληθέντα αιτήματα και θα λάβη τας αναγκαίας αποφάσεις εντός των προσεχών ημερών. Κατά τας πληροφορίας ημών η απόφασις θα ληφθή μετά την ολοκλήρωσιν των διαβουλεύσεων. Αι αρμόδιαι υπηρεσίαι ήρχισαν ήδη την επεξεργασίαν των σχετικών στοιχείων, τα οποία θα υποβληθούν εις την κυβέρνησιν. ΑΘΗΝΑΙ, 17. — Ο Σύνδεσμος Ελληνικών Βιομηχανιών εις υπόμνημα του προς την κυβέρνησιν επισημαίνει τα προβλήματα τα οποία αντιμετωπίζει σήμερον η ελληνική βιομηχανία και προτείνει σειράν μέτρων δια την περαιτέρω ανάπτυξιν της οικονομίας της χώρας και την κάλυψιν του ελλείμματος του ισοζυγίου πληρωμών. Αι προτάσεις αφορούν εις την χρηματοδότησιν, την φορολογίαν και την προώθησιν των εξαγωγών. Εις την συνεδρίασιν παρέστησαν οι εκπρόσωποι των ενδιαφερομένων οργανώσεων, οι οποίοι εξέθεσαν τας απόψεις των επί των θεμάτων της αρμοδιότητός των. Ο υπουργός υπεσχέθη ότι θα μελετήση τα υποβληθέντα αιτήματα και θα λάβη τας αναγκαίας αποφάσεις εντός των προσεχών ημερών. bbox=[1142, 542, 1554, 704]
article-body: ΑΘΗΝΑΙ, 17. — Ο Σύνδεσμος Ελληνικών Βιομηχανιών εις υπόμνημα του προς την κυβέρνησιν επισημαίνει τα προβλήματα τα οποία αντιμετωπίζει σήμερον η ελληνική βιομηχανία και προτείνει σειράν μέτρων δια την περαιτέρω ανάπτυξιν της οικονομίας της χώρας και την κάλυψιν του ελλείμματος του ισοζυγίου πληρωμών. Αι προτάσεις αφορούν εις την χρηματοδότησιν, την φορολογίαν και την προώθησιν των εξαγωγών. Εις την συνεδρίασιν παρέστησαν οι εκπρόσωποι των ενδιαφερομένων οργανώσεων, οι οποίοι εξέθεσαν τας απόψεις των επί των θεμάτων της αρμοδιότητός των. Ο υπουργός υπεσχέθη ότι θα μελετήση τα υποβληθέντα αιτήματα και θα λάβη τας αναγκαίας αποφάσεις εντός των προσεχών ημερών. Κατά τας πληροφορίας ημών η απόφασις θα ληφθή μετά την ολοκλήρωσιν των διαβουλεύσεων. Αι αρμόδιαι υπηρεσίαι ήρχισαν ήδη την επεξεργασίαν των σχετικών στοιχείων, τα οποία θα υποβληθούν εις την κυβέρνησιν. ΑΘΗΝΑΙ, 17. — Ο Σύνδεσμος Ελληνικών Βιομηχανιών εις υπόμνημα του προς την κυβέρνησιν επισημαίνει τα προβλήματα τα οποία αντιμετωπίζει σήμερον η ελληνική βιομηχανία και προτείνει σειράν μέτρων δια την περαιτέρω ανάπτυξιν της οικονομίας της χώρας και την κάλυψιν του ελλείμματος του ισοζυγίου πληρωμών. Αι προτάσεις αφορούν εις την χρηματοδότησιν, την φορολογίαν και την προώθησιν των εξαγωγών. Εις την συνεδρίασιν παρέστησαν οι εκπρόσωποι των ενδιαφερομένων οργανώσεων, οι οποίοι εξέθεσαν τας απόψεις των επί των θεμάτων της αρμοδιότητός των. Ο υπουργός υπεσχέθη ότι θα μελετήση τα υποβληθέντα αιτήματα και θα λάβη τας αναγκαίας αποφάσεις εντός των προσεχών ημερών. bbox=[14, 606, 257, 798]
article-commodity-exchange: ΤΟ ΧΡΗΜΑΤΙΣΤΗΡΙΟΝ ΤΩΝ ΕΜΠΟΡΕΥΜΑΤΩΝ ΑΘΗΝΑΙ, 17. — Ο Σύνδεσμος Ελληνικών Βιομηχανιών εις υπόμνημα του προς την κυβέρνησιν επισημαίνει τα προβλήματα τα οποία αντιμετωπίζει σήμερον η ελληνική βιομηχανία και προτείνει σειράν μέτρων δια την περαιτέρω ανάπτυξιν της οικονομίας της χώρας και την κάλυψιν του ελλείμματος του ισοζυγίου πληρωμών. Αι προτάσεις αφορούν εις την χρηματοδότησιν, την φορολογίαν και την προώθησιν των εξαγωγών. Εις την συνεδρίασιν παρέστησαν οι εκπρόσωποι των ενδιαφερομένων οργανώσεων, οι οποίοι εξέθεσαν τας απόψεις των επί των θεμάτων της αρμοδιότητός των. Ο υπουργός υπεσχέθη ότι θα μελετήση τα υποβληθέντα αιτήματα και θα λάβη τας αναγκαίας αποφάσεις εντός των προσεχών ημερών. Κατά τας πληροφορίας ημών η απόφασις θα ληφθή μετά την ολοκλήρωσιν των διαβουλεύσεων. Αι αρμόδιαι υπηρεσίαι ήρχισαν ήδη την επεξεργασίαν των σχετικών στοιχείων, τα οποία θα υποβληθούν εις την κυβέρνησιν. ΑΘΗΝΑΙ, 17. — Ο Σύνδεσμος Ελληνικών Βιομηχανιών εις υπόμνημα του προς την κυβέρνησιν επισημαίνει τα προβλήματα τα οποία αντιμετωπίζει σήμερον η ελληνική βιομηχανία και προτείνει σειράν μέτρων δια την περαιτέρω ανάπτυξιν της οικονομίας της χώρας και την κάλυψιν του ελλείμματος του ισοζυγίου πληρωμών. Αι προτάσεις αφορούν εις την χρηματοδότησιν, την φορολογίαν και την προώθησιν των εξαγωγών. Εις την συνεδρίασιν παρέστησαν οι εκπρόσωποι των ενδιαφερομένων οργανώσεων, οι οποίοι εξέθεσαν τας απόψεις των επί των θεμάτων της αρμοδιότητός των. Ο υπουργός υπεσχέθη ότι θα μελετήση τα υποβληθέντα αιτήματα και θα λάβη τας αναγκαίας αποφάσεις εντός των προσεχών ημερών. Κατά τας πληροφορίας ημών η απόφασις θα ληφθή μετά την ολοκλήρωσιν των διαβουλεύσεων. Αι αρμόδιαι υπηρεσίαι ήρχισαν ήδη την επεξεργασίαν των σχετικών στοιχείων, τα οποία θα υποβληθούν εις την κυβέρνησιν. bbox=[410, 1980, 870, 2127]
headline: ΜΙΚΡΑΙ ΕΙΔΗΣΕΙΣ ΤΗΣ ΠΟΛΕΩΣ bbox=[908, 1361, 1099, 1374]
headline: ΤΑ ΖΗΤΗΜΑΤΑ ΤΩΝ ΚΤΗΝΟΤΡΟΦΩΝ bbox=[732, 804, 854, 828]
ad-line: Αμιαντοτσιμέντο bbox=[299, 1733, 368, 1743]
headline: ΗΡΧΙΣΕΝ Η ΔΙΕΞΑΓΩΓΗ ΤΗΣ ΔΙΑΣΥΜΜΑΧΙΚΗΣ ΕΠΙΤΕΛΙΚΗΣ ΑΣΚΗΣΕΩΣ bbox=[20, 882, 126, 941]
article-boat-thieves: ΑΝΕΚΑΛΥΦΘΗΣΑΝ ΟΙ ΚΛΕΠΤΑΙ ΒΕΝΖΙΝΑΚΑΤΟΥ ΑΘΗΝΑΙ, 17. — Ο Σύνδεσμος Ελληνικών Βιομηχανιών εις υπόμνημα του προς την κυβέρνησιν επισημαίνει τα προβλήματα τα οποία αντιμετωπίζει σήμερον η ελληνική βιομηχανία και προτείνει σειράν μέτρων δια την περαιτέρω ανάπτυξιν της οικονομίας της χώρας και την κάλυψιν του ελλείμματος του ισοζυγίου πληρωμών. Αι προτάσεις αφορούν εις την χρηματοδότησιν, την φορολογίαν και την προώθησιν των εξαγωγών. bbox=[267, 1240, 400, 1372]
headline: ΣΥΝΕΛΗΦΘΗ ΚΛΕΠΤΗΣ ΜΟΤΟΠΟΔΗΛΑΤΩΝ ΜΕ ΠΛΟΥΣΙΩΤΑΤΗΝ ΔΙΑΡΡΗΚΤΙΚΗΝ ΔΡΑΣΙΝ bbox=[1181, 931, 1515, 960]
lower-center bbox=[410, 1304, 1133, 2318]
article-surgeons: Η ΚΡΙΣΙΣ ΥΠΟΨΗΦΙΩΝ ΠΡΟΣ ΔΙΟΡΙΣΜΟΝ ΕΙΣ ΘΕΣΕΙΣ ΧΕΙΡΟΥΡΓΩΝ ΚΑΙ ΟΡΘΟΠΕΔΙΚΩΝ ΑΘΗΝΑΙ, 17. — Ο Σύνδεσμος Ελληνικών Βιομηχανιών εις υπόμνημα του προς την κυβέρνησιν επισημαίνει τα προβλήματα τα οποία αντιμετωπίζει σήμερον η ελληνική βιομηχανία και προτείνει σειράν μέτρων δια την περαιτέρω ανάπτυξιν της οικονομίας της χώρας και την κάλυψιν του ελλείμματος του ισοζυγίου πληρωμών. Αι προτάσεις αφορούν εις την χρηματοδότησιν, την φορολογίαν και την προώθησιν των εξαγωγών. Εις την συνεδρίασιν παρέστησαν οι εκπρόσωποι των ενδιαφερομένων οργανώσεων, οι οποίοι εξέθεσαν τας απόψεις των επί των θεμάτων της αρμοδιότητός των. Ο υπουργός υπεσχέθη ότι θα μελετήση τα υποβληθέντα αιτήματα και θα λάβη τας αναγκαίας αποφάσεις εντός των προσεχών ημερών. bbox=[267, 14, 400, 228]
article-medical: ΝΕΟΣ ΥΦΗΓΗΤΗΣ ΤΗΣ ΙΑΤΡΙΚΗΣ Κατά τας πληροφορίας ημών η απόφασις θα ληφθή μετά την ολοκλήρωσιν των διαβουλεύσεων. Αι αρμόδιαι υπηρεσίαι ήρχισαν ήδη την επεξεργασίαν των σχετικών στοιχείων, τα οποία θα υποβληθούν εις την κυβέρνησιν. bbox=[878, 1304, 1129, 1356]
article-nigrita: ΤΡΙΑ ΑΥΤΟΧΕΙΡΟΣ ΕΝ ΑΠΟΣΥΝΔΕΣΕΙ ΕΥΡΕΘΗ ΕΙΣ ΝΙΓΡΙΤΑΝ Εις την συνεδρίασιν παρέστησαν οι εκπρόσωποι των ενδιαφερομένων οργανώσεων, οι οποίοι εξέθεσαν τας απόψεις των επί των θεμάτων της αρμοδιότητός των. Ο υπουργός υπεσχέθη ότι θα μελετήση τα υποβληθέντα αιτήματα και θα λάβη τας αναγκαίας αποφάσεις εντός των προσεχών ημερών. bbox=[267, 1118, 400, 1241]
